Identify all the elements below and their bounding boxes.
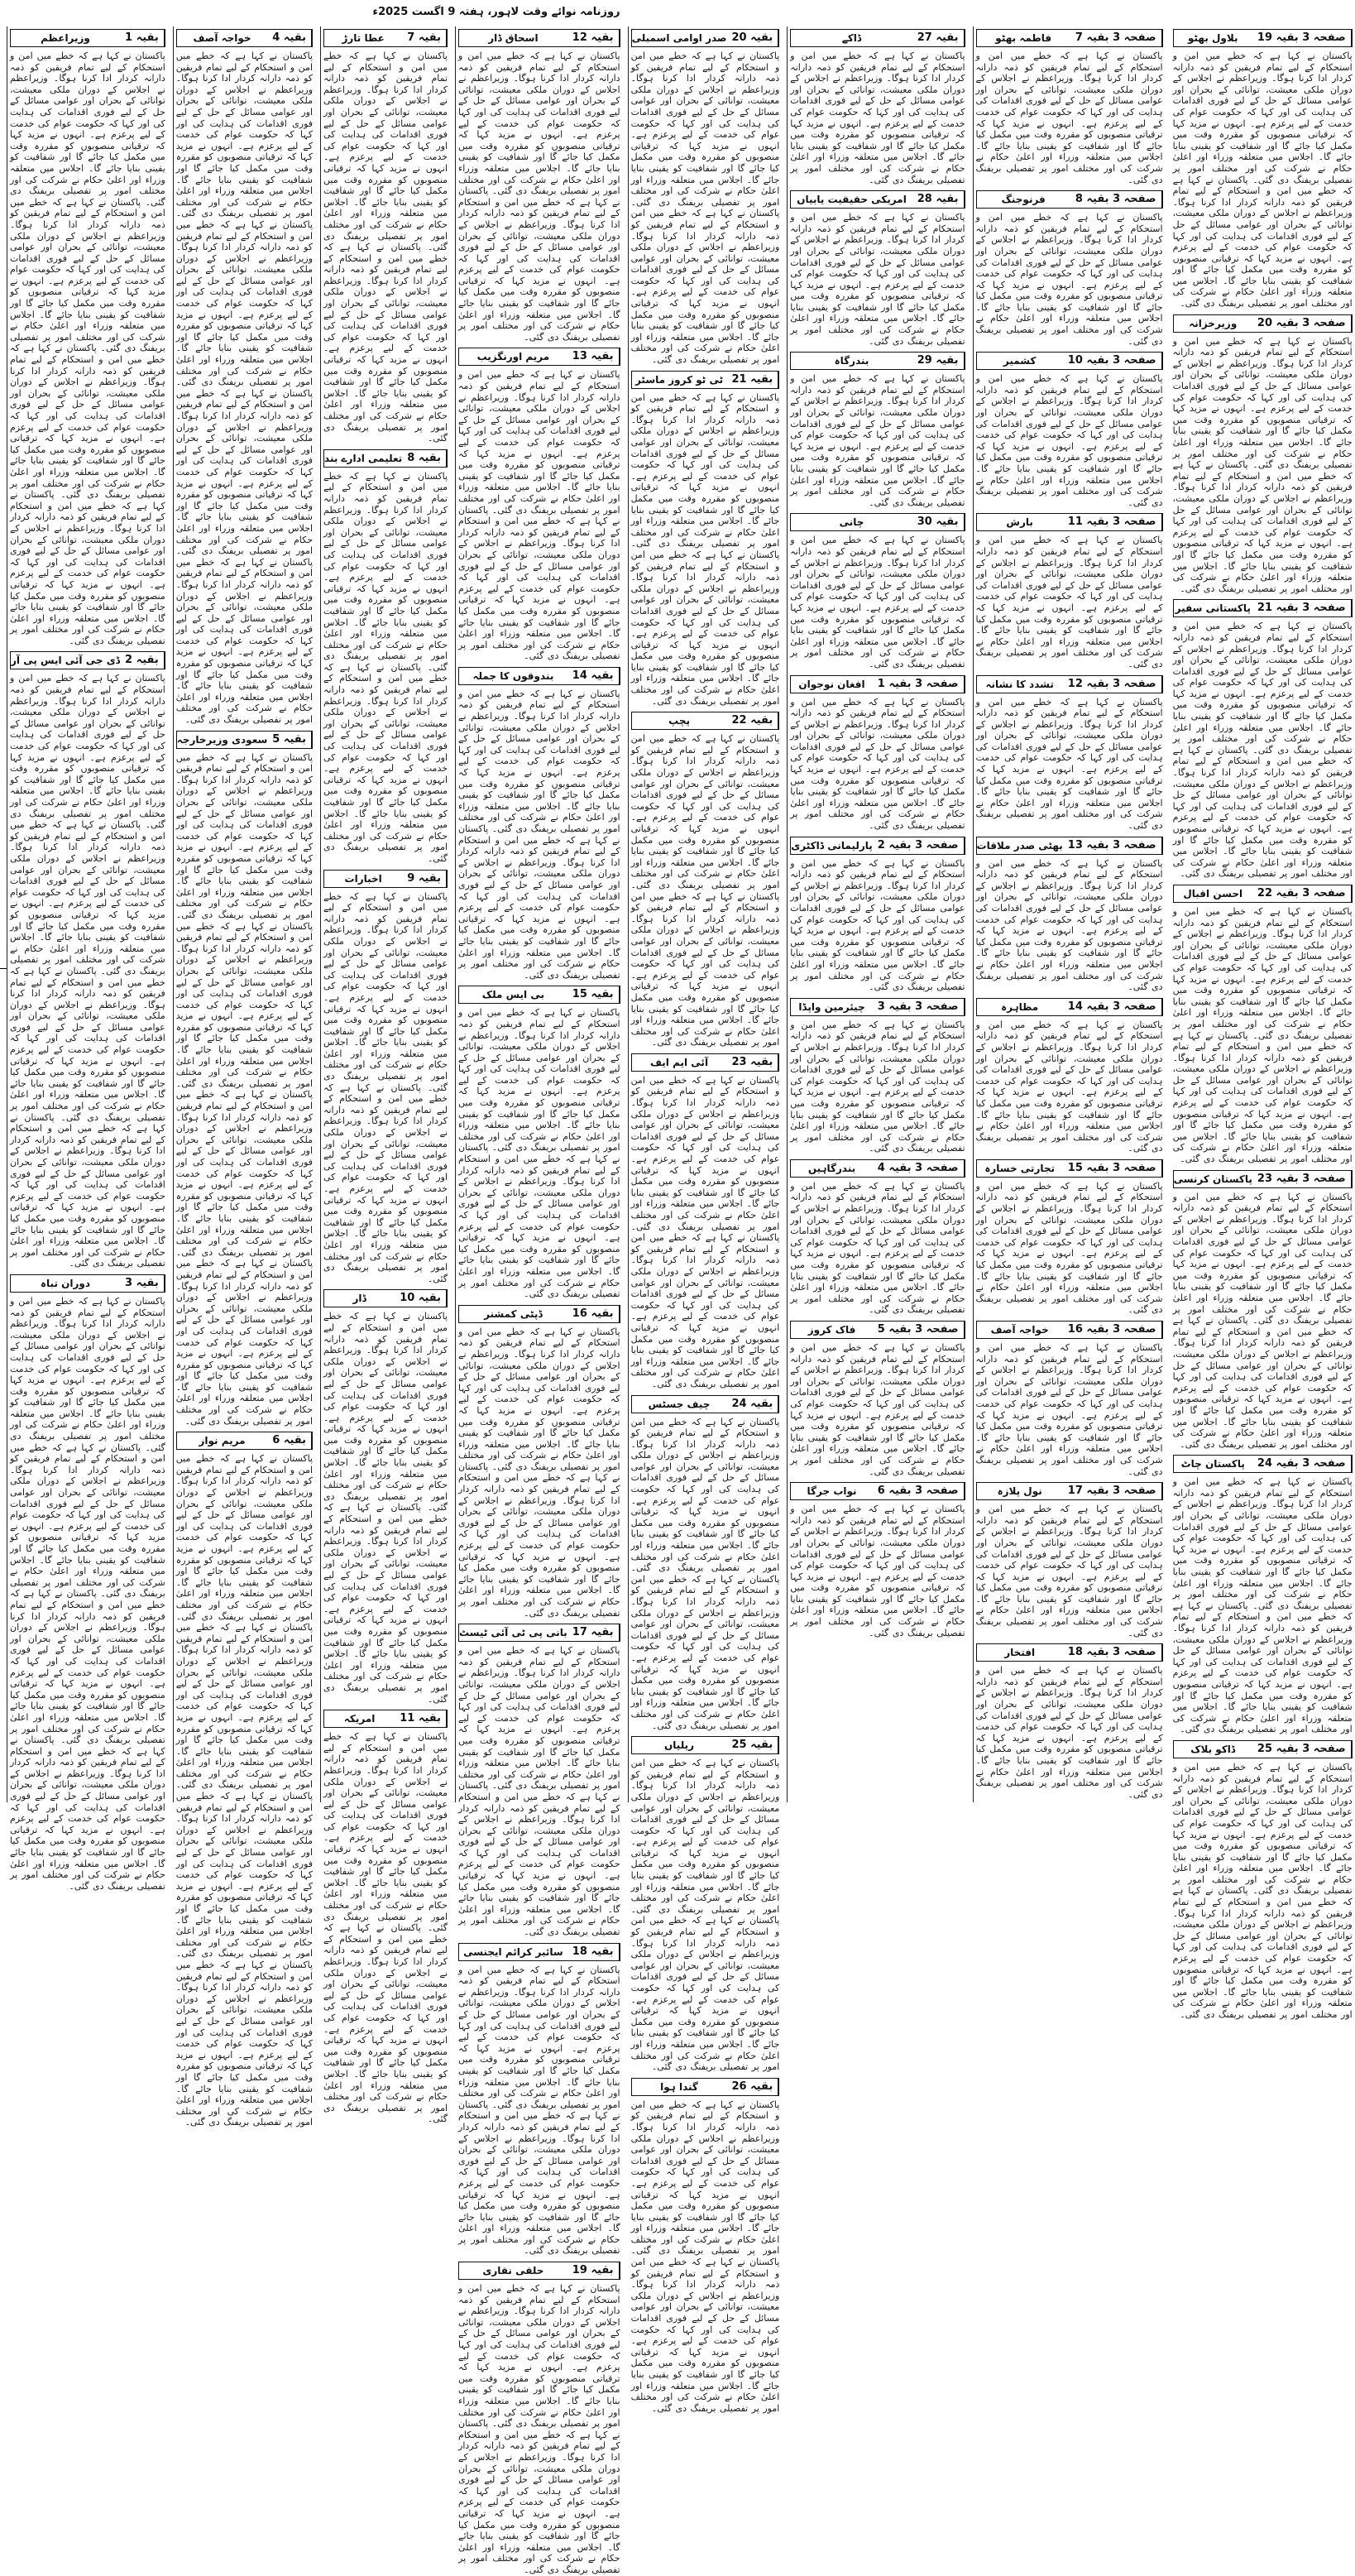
continuation-title: ڈاکے	[841, 32, 862, 44]
continuation-number: بقیہ 3	[120, 1275, 165, 1292]
story-header-box	[976, 513, 1163, 531]
continuation-story	[976, 1321, 1163, 1477]
continuation-story	[976, 1159, 1163, 1316]
story-body-text: پاکستان نے کہا ہے کہ خطے میں امن و استحکام کے لیے تمام فریقین کو ذمہ دارانہ کردار ادا کرنا ہوگا۔ وزیراعظم نے اجلاس کے دوران ملکی معیشت، توانائی کے بحران اور عوامی مسائل کے حل کے لیے فوری اقدامات کی ہدایت کی اور کہا کہ حکومت عوام کی خدمت کے لیے پرعزم ہے۔ انہوں نے مزید کہا کہ ترقیاتی منصوبوں کو مقررہ وقت میں مکمل کیا جائے گا اور شفافیت کو یقینی بنایا جائے گا۔ اجلاس میں متعلقہ وزراء اور اعلیٰ حکام نے شرکت کی اور مختلف امور پر تفصیلی بریفنگ دی گئی۔	[975, 535, 1163, 669]
story-header-box	[1173, 1740, 1353, 1758]
story-body-text: پاکستان نے کہا ہے کہ خطے میں امن و استحکام کے لیے تمام فریقین کو ذمہ دارانہ کردار ادا کرنا ہوگا۔ وزیراعظم نے اجلاس کے دوران ملکی معیشت، توانائی کے بحران اور عوامی مسائل کے حل کے لیے فوری اقدامات کی ہدایت کی اور کہا کہ حکومت عوام کی خدمت کے لیے پرعزم ہے۔ انہوں نے مزید کہا کہ ترقیاتی منصوبوں کو مقررہ وقت میں مکمل کیا جائے گا اور شفافیت کو یقینی بنایا جائے گا۔ اجلاس میں متعلقہ وزراء اور اعلیٰ حکام نے شرکت کی اور مختلف امور پر تفصیلی بریفنگ دی گئی۔ پاکستان نے کہا ہے کہ خطے میں امن و استحکام کے لیے تمام فریقین کو ذمہ دارانہ کردار ادا کرنا ہوگا۔ وزیراعظم نے اجلاس کے دوران ملکی معیشت، توانائی کے بحران اور عوامی مسائل کے حل کے لیے فوری اقدامات کی ہدایت کی اور کہا کہ حکومت عوام کی خدمت کے لیے پرعزم ہے۔ انہوں نے مزید کہا کہ ترقیاتی منصوبوں کو مقررہ وقت میں مکمل کیا جائے گا اور شفافیت کو یقینی بنایا جائے گا۔ اجلاس میں متعلقہ وزراء اور اعلیٰ حکام نے شرکت کی اور مختلف امور پر تفصیلی بریفنگ دی گئی۔	[1172, 1191, 1353, 1450]
continuation-story	[976, 998, 1163, 1154]
newspaper-page	[7, 26, 1353, 2575]
continuation-number: بقیہ 17	[567, 1624, 620, 1641]
story-body-text: پاکستان نے کہا ہے کہ خطے میں امن و استحکام کے لیے تمام فریقین کو ذمہ دارانہ کردار ادا کرنا ہوگا۔ وزیراعظم نے اجلاس کے دوران ملکی معیشت، توانائی کے بحران اور عوامی مسائل کے حل کے لیے فوری اقدامات کی ہدایت کی اور کہا کہ حکومت عوام کی خدمت کے لیے پرعزم ہے۔ انہوں نے مزید کہا کہ ترقیاتی منصوبوں کو مقررہ وقت میں مکمل کیا جائے گا اور شفافیت کو یقینی بنایا جائے گا۔ اجلاس میں متعلقہ وزراء اور اعلیٰ حکام نے شرکت کی اور مختلف امور پر تفصیلی بریفنگ دی گئی۔	[790, 1342, 965, 1477]
continuation-story	[790, 1321, 965, 1477]
story-body-text: پاکستان نے کہا ہے کہ خطے میں امن و استحکام کے لیے تمام فریقین کو ذمہ دارانہ کردار ادا کرنا ہوگا۔ وزیراعظم نے اجلاس کے دوران ملکی معیشت، توانائی کے بحران اور عوامی مسائل کے حل کے لیے فوری اقدامات کی ہدایت کی اور کہا کہ حکومت عوام کی خدمت کے لیے پرعزم ہے۔ انہوں نے مزید کہا کہ ترقیاتی منصوبوں کو مقررہ وقت میں مکمل کیا جائے گا اور شفافیت کو یقینی بنایا جائے گا۔ اجلاس میں متعلقہ وزراء اور اعلیٰ حکام نے شرکت کی اور مختلف امور پر تفصیلی بریفنگ دی گئی۔ پاکستان نے کہا ہے کہ خطے میں امن و استحکام کے لیے تمام فریقین کو ذمہ دارانہ کردار ادا کرنا ہوگا۔ وزیراعظم نے اجلاس کے دوران ملکی معیشت، توانائی کے بحران اور عوامی مسائل کے حل کے لیے فوری اقدامات کی ہدایت کی اور کہا کہ حکومت عوام کی خدمت کے لیے پرعزم ہے۔ انہوں نے مزید کہا کہ ترقیاتی منصوبوں کو مقررہ وقت میں مکمل کیا جائے گا اور شفافیت کو یقینی بنایا جائے گا۔ اجلاس میں متعلقہ وزراء اور اعلیٰ حکام نے شرکت کی اور مختلف امور پر تفصیلی بریفنگ دی گئی۔	[458, 1326, 620, 1619]
continuation-number: صفحہ 3 بقیہ 14	[1063, 999, 1162, 1015]
story-body-text: پاکستان نے کہا ہے کہ خطے میں امن و استحکام کے لیے تمام فریقین کو ذمہ دارانہ کردار ادا کرنا ہوگا۔ وزیراعظم نے اجلاس کے دوران ملکی معیشت، توانائی کے بحران اور عوامی مسائل کے حل کے لیے فوری اقدامات کی ہدایت کی اور کہا کہ حکومت عوام کی خدمت کے لیے پرعزم ہے۔ انہوں نے مزید کہا کہ ترقیاتی منصوبوں کو مقررہ وقت میں مکمل کیا جائے گا اور شفافیت کو یقینی بنایا جائے گا۔ اجلاس میں متعلقہ وزراء اور اعلیٰ حکام نے شرکت کی اور مختلف امور پر تفصیلی بریفنگ دی گئی۔ پاکستان نے کہا ہے کہ خطے میں امن و استحکام کے لیے تمام فریقین کو ذمہ دارانہ کردار ادا کرنا ہوگا۔ وزیراعظم نے اجلاس کے دوران ملکی معیشت، توانائی کے بحران اور عوامی مسائل کے حل کے لیے فوری اقدامات کی ہدایت کی اور کہا کہ حکومت عوام کی خدمت کے لیے پرعزم ہے۔ انہوں نے مزید کہا کہ ترقیاتی منصوبوں کو مقررہ وقت میں مکمل کیا جائے گا اور شفافیت کو یقینی بنایا جائے گا۔ اجلاس میں متعلقہ وزراء اور اعلیٰ حکام نے شرکت کی اور مختلف امور پر تفصیلی بریفنگ دی گئی۔	[458, 1007, 620, 1300]
continuation-title: چیف جسٹس	[648, 1398, 711, 1410]
continuation-number: بقیہ 30	[912, 514, 965, 530]
story-body-text: پاکستان نے کہا ہے کہ خطے میں امن و استحکام کے لیے تمام فریقین کو ذمہ دارانہ کردار ادا کرنا ہوگا۔ وزیراعظم نے اجلاس کے دوران ملکی معیشت، توانائی کے بحران اور عوامی مسائل کے حل کے لیے فوری اقدامات کی ہدایت کی اور کہا کہ حکومت عوام کی خدمت کے لیے پرعزم ہے۔ انہوں نے مزید کہا کہ ترقیاتی منصوبوں کو مقررہ وقت میں مکمل کیا جائے گا اور شفافیت کو یقینی بنایا جائے گا۔ اجلاس میں متعلقہ وزراء اور اعلیٰ حکام نے شرکت کی اور مختلف امور پر تفصیلی بریفنگ دی گئی۔ پاکستان نے کہا ہے کہ خطے میں امن و استحکام کے لیے تمام فریقین کو ذمہ دارانہ کردار ادا کرنا ہوگا۔ وزیراعظم نے اجلاس کے دوران ملکی معیشت، توانائی کے بحران اور عوامی مسائل کے حل کے لیے فوری اقدامات کی ہدایت کی اور کہا کہ حکومت عوام کی خدمت کے لیے پرعزم ہے۔ انہوں نے مزید کہا کہ ترقیاتی منصوبوں کو مقررہ وقت میں مکمل کیا جائے گا اور شفافیت کو یقینی بنایا جائے گا۔ اجلاس میں متعلقہ وزراء اور اعلیٰ حکام نے شرکت کی اور مختلف امور پر تفصیلی بریفنگ دی گئی۔	[458, 2283, 620, 2575]
continuation-number: بقیہ 11	[395, 1710, 447, 1727]
story-body-text: پاکستان نے کہا ہے کہ خطے میں امن و استحکام کے لیے تمام فریقین کو ذمہ دارانہ کردار ادا کرنا ہوگا۔ وزیراعظم نے اجلاس کے دوران ملکی معیشت، توانائی کے بحران اور عوامی مسائل کے حل کے لیے فوری اقدامات کی ہدایت کی اور کہا کہ حکومت عوام کی خدمت کے لیے پرعزم ہے۔ انہوں نے مزید کہا کہ ترقیاتی منصوبوں کو مقررہ وقت میں مکمل کیا جائے گا اور شفافیت کو یقینی بنایا جائے گا۔ اجلاس میں متعلقہ وزراء اور اعلیٰ حکام نے شرکت کی اور مختلف امور پر تفصیلی بریفنگ دی گئی۔ پاکستان نے کہا ہے کہ خطے میں امن و استحکام کے لیے تمام فریقین کو ذمہ دارانہ کردار ادا کرنا ہوگا۔ وزیراعظم نے اجلاس کے دوران ملکی معیشت، توانائی کے بحران اور عوامی مسائل کے حل کے لیے فوری اقدامات کی ہدایت کی اور کہا کہ حکومت عوام کی خدمت کے لیے پرعزم ہے۔ انہوں نے مزید کہا کہ ترقیاتی منصوبوں کو مقررہ وقت میں مکمل کیا جائے گا اور شفافیت کو یقینی بنایا جائے گا۔ اجلاس میں متعلقہ وزراء اور اعلیٰ حکام نے شرکت کی اور مختلف امور پر تفصیلی بریفنگ دی گئی۔ پاکستان نے کہا ہے کہ خطے میں امن و استحکام کے لیے تمام فریقین کو ذمہ دارانہ کردار ادا کرنا ہوگا۔ وزیراعظم نے اجلاس کے دوران ملکی معیشت، توانائی کے بحران اور عوامی مسائل کے حل کے لیے فوری اقدامات کی ہدایت کی اور کہا کہ حکومت عوام کی خدمت کے لیے پرعزم ہے۔ انہوں نے مزید کہا کہ ترقیاتی منصوبوں کو مقررہ وقت میں مکمل کیا جائے گا اور شفافیت کو یقینی بنایا جائے گا۔ اجلاس میں متعلقہ وزراء اور اعلیٰ حکام نے شرکت کی اور مختلف امور پر تفصیلی بریفنگ دی گئی۔ پاکستان نے کہا ہے کہ خطے میں امن و استحکام کے لیے تمام فریقین کو ذمہ دارانہ کردار ادا کرنا ہوگا۔ وزیراعظم نے اجلاس کے دوران ملکی معیشت، توانائی کے بحران اور عوامی مسائل کے حل کے لیے فوری اقدامات کی ہدایت کی اور کہا کہ حکومت عوام کی خدمت کے لیے پرعزم ہے۔ انہوں نے مزید کہا کہ ترقیاتی منصوبوں کو مقررہ وقت میں مکمل کیا جائے گا اور شفافیت کو یقینی بنایا جائے گا۔ اجلاس میں متعلقہ وزراء اور اعلیٰ حکام نے شرکت کی اور مختلف امور پر تفصیلی بریفنگ دی گئی۔	[175, 50, 314, 726]
continuation-story	[976, 513, 1163, 669]
continuation-title: تشدد کا نشانہ	[985, 678, 1054, 690]
story-body-text: پاکستان نے کہا ہے کہ خطے میں امن و استحکام کے لیے تمام فریقین کو ذمہ دارانہ کردار ادا کرنا ہوگا۔ وزیراعظم نے اجلاس کے دوران ملکی معیشت، توانائی کے بحران اور عوامی مسائل کے حل کے لیے فوری اقدامات کی ہدایت کی اور کہا کہ حکومت عوام کی خدمت کے لیے پرعزم ہے۔ انہوں نے مزید کہا کہ ترقیاتی منصوبوں کو مقررہ وقت میں مکمل کیا جائے گا اور شفافیت کو یقینی بنایا جائے گا۔ اجلاس میں متعلقہ وزراء اور اعلیٰ حکام نے شرکت کی اور مختلف امور پر تفصیلی بریفنگ دی گئی۔ پاکستان نے کہا ہے کہ خطے میں امن و استحکام کے لیے تمام فریقین کو ذمہ دارانہ کردار ادا کرنا ہوگا۔ وزیراعظم نے اجلاس کے دوران ملکی معیشت، توانائی کے بحران اور عوامی مسائل کے حل کے لیے فوری اقدامات کی ہدایت کی اور کہا کہ حکومت عوام کی خدمت کے لیے پرعزم ہے۔ انہوں نے مزید کہا کہ ترقیاتی منصوبوں کو مقررہ وقت میں مکمل کیا جائے گا اور شفافیت کو یقینی بنایا جائے گا۔ اجلاس میں متعلقہ وزراء اور اعلیٰ حکام نے شرکت کی اور مختلف امور پر تفصیلی بریفنگ دی گئی۔	[1172, 50, 1353, 309]
continuation-number: بقیہ 24	[727, 1396, 779, 1413]
story-header-box	[976, 675, 1163, 693]
story-header-box	[458, 667, 620, 685]
story-header-box	[458, 29, 620, 47]
story-body-text: پاکستان نے کہا ہے کہ خطے میں امن و استحکام کے لیے تمام فریقین کو ذمہ دارانہ کردار ادا کرنا ہوگا۔ وزیراعظم نے اجلاس کے دوران ملکی معیشت، توانائی کے بحران اور عوامی مسائل کے حل کے لیے فوری اقدامات کی ہدایت کی اور کہا کہ حکومت عوام کی خدمت کے لیے پرعزم ہے۔ انہوں نے مزید کہا کہ ترقیاتی منصوبوں کو مقررہ وقت میں مکمل کیا جائے گا اور شفافیت کو یقینی بنایا جائے گا۔ اجلاس میں متعلقہ وزراء اور اعلیٰ حکام نے شرکت کی اور مختلف امور پر تفصیلی بریفنگ دی گئی۔ پاکستان نے کہا ہے کہ خطے میں امن و استحکام کے لیے تمام فریقین کو ذمہ دارانہ کردار ادا کرنا ہوگا۔ وزیراعظم نے اجلاس کے دوران ملکی معیشت، توانائی کے بحران اور عوامی مسائل کے حل کے لیے فوری اقدامات کی ہدایت کی اور کہا کہ حکومت عوام کی خدمت کے لیے پرعزم ہے۔ انہوں نے مزید کہا کہ ترقیاتی منصوبوں کو مقررہ وقت میں مکمل کیا جائے گا اور شفافیت کو یقینی بنایا جائے گا۔ اجلاس میں متعلقہ وزراء اور اعلیٰ حکام نے شرکت کی اور مختلف امور پر تفصیلی بریفنگ دی گئی۔	[458, 1645, 620, 1938]
continuation-number: بقیہ 2	[120, 652, 165, 669]
continuation-title: افغان نوجوان	[798, 678, 865, 690]
story-header-box	[1173, 1170, 1353, 1188]
continuation-story	[176, 731, 313, 1427]
story-body-text: پاکستان نے کہا ہے کہ خطے میں امن و استحکام کے لیے تمام فریقین کو ذمہ دارانہ کردار ادا کرنا ہوگا۔ وزیراعظم نے اجلاس کے دوران ملکی معیشت، توانائی کے بحران اور عوامی مسائل کے حل کے لیے فوری اقدامات کی ہدایت کی اور کہا کہ حکومت عوام کی خدمت کے لیے پرعزم ہے۔ انہوں نے مزید کہا کہ ترقیاتی منصوبوں کو مقررہ وقت میں مکمل کیا جائے گا اور شفافیت کو یقینی بنایا جائے گا۔ اجلاس میں متعلقہ وزراء اور اعلیٰ حکام نے شرکت کی اور مختلف امور پر تفصیلی بریفنگ دی گئی۔ پاکستان نے کہا ہے کہ خطے میں امن و استحکام کے لیے تمام فریقین کو ذمہ دارانہ کردار ادا کرنا ہوگا۔ وزیراعظم نے اجلاس کے دوران ملکی معیشت، توانائی کے بحران اور عوامی مسائل کے حل کے لیے فوری اقدامات کی ہدایت کی اور کہا کہ حکومت عوام کی خدمت کے لیے پرعزم ہے۔ انہوں نے مزید کہا کہ ترقیاتی منصوبوں کو مقررہ وقت میں مکمل کیا جائے گا اور شفافیت کو یقینی بنایا جائے گا۔ اجلاس میں متعلقہ وزراء اور اعلیٰ حکام نے شرکت کی اور مختلف امور پر تفصیلی بریفنگ دی گئی۔	[1172, 621, 1353, 880]
continuation-story	[323, 1710, 448, 2125]
continuation-title: ٹی ٹو کروز ماسٹر	[634, 373, 724, 386]
continuation-story	[458, 1943, 620, 2257]
continuation-story	[10, 651, 165, 1269]
story-body-text: پاکستان نے کہا ہے کہ خطے میں امن و استحکام کے لیے تمام فریقین کو ذمہ دارانہ کردار ادا کرنا ہوگا۔ وزیراعظم نے اجلاس کے دوران ملکی معیشت، توانائی کے بحران اور عوامی مسائل کے حل کے لیے فوری اقدامات کی ہدایت کی اور کہا کہ حکومت عوام کی خدمت کے لیے پرعزم ہے۔ انہوں نے مزید کہا کہ ترقیاتی منصوبوں کو مقررہ وقت میں مکمل کیا جائے گا اور شفافیت کو یقینی بنایا جائے گا۔ اجلاس میں متعلقہ وزراء اور اعلیٰ حکام نے شرکت کی اور مختلف امور پر تفصیلی بریفنگ دی گئی۔ پاکستان نے کہا ہے کہ خطے میں امن و استحکام کے لیے تمام فریقین کو ذمہ دارانہ کردار ادا کرنا ہوگا۔ وزیراعظم نے اجلاس کے دوران ملکی معیشت، توانائی کے بحران اور عوامی مسائل کے حل کے لیے فوری اقدامات کی ہدایت کی اور کہا کہ حکومت عوام کی خدمت کے لیے پرعزم ہے۔ انہوں نے مزید کہا کہ ترقیاتی منصوبوں کو مقررہ وقت میں مکمل کیا جائے گا اور شفافیت کو یقینی بنایا جائے گا۔ اجلاس میں متعلقہ وزراء اور اعلیٰ حکام نے شرکت کی اور مختلف امور پر تفصیلی بریفنگ دی گئی۔	[1172, 1761, 1353, 2020]
story-body-text: پاکستان نے کہا ہے کہ خطے میں امن و استحکام کے لیے تمام فریقین کو ذمہ دارانہ کردار ادا کرنا ہوگا۔ وزیراعظم نے اجلاس کے دوران ملکی معیشت، توانائی کے بحران اور عوامی مسائل کے حل کے لیے فوری اقدامات کی ہدایت کی اور کہا کہ حکومت عوام کی خدمت کے لیے پرعزم ہے۔ انہوں نے مزید کہا کہ ترقیاتی منصوبوں کو مقررہ وقت میں مکمل کیا جائے گا اور شفافیت کو یقینی بنایا جائے گا۔ اجلاس میں متعلقہ وزراء اور اعلیٰ حکام نے شرکت کی اور مختلف امور پر تفصیلی بریفنگ دی گئی۔	[975, 1665, 1163, 1800]
continuation-number: صفحہ 3 بقیہ 18	[1063, 1644, 1162, 1661]
continuation-story	[976, 675, 1163, 832]
continuation-number: بقیہ 22	[727, 712, 779, 729]
story-header-box	[976, 1321, 1163, 1339]
continuation-title: مظاہرہ	[1001, 1000, 1039, 1013]
continuation-story	[631, 712, 780, 1048]
continuation-story	[790, 190, 965, 347]
continuation-number: بقیہ 21	[727, 372, 779, 388]
continuation-number: صفحہ 3 بقیہ 15	[1063, 1160, 1162, 1177]
story-header-box	[976, 190, 1163, 209]
page-column	[320, 26, 450, 2125]
story-header-box	[631, 371, 780, 389]
story-body-text: پاکستان نے کہا ہے کہ خطے میں امن و استحکام کے لیے تمام فریقین کو ذمہ دارانہ کردار ادا کرنا ہوگا۔ وزیراعظم نے اجلاس کے دوران ملکی معیشت، توانائی کے بحران اور عوامی مسائل کے حل کے لیے فوری اقدامات کی ہدایت کی اور کہا کہ حکومت عوام کی خدمت کے لیے پرعزم ہے۔ انہوں نے مزید کہا کہ ترقیاتی منصوبوں کو مقررہ وقت میں مکمل کیا جائے گا اور شفافیت کو یقینی بنایا جائے گا۔ اجلاس میں متعلقہ وزراء اور اعلیٰ حکام نے شرکت کی اور مختلف امور پر تفصیلی بریفنگ دی گئی۔	[975, 1342, 1163, 1477]
continuation-number: بقیہ 25	[727, 1737, 779, 1753]
story-header-box	[458, 1624, 620, 1642]
continuation-story	[976, 352, 1163, 508]
story-body-text: پاکستان نے کہا ہے کہ خطے میں امن و استحکام کے لیے تمام فریقین کو ذمہ دارانہ کردار ادا کرنا ہوگا۔ وزیراعظم نے اجلاس کے دوران ملکی معیشت، توانائی کے بحران اور عوامی مسائل کے حل کے لیے فوری اقدامات کی ہدایت کی اور کہا کہ حکومت عوام کی خدمت کے لیے پرعزم ہے۔ انہوں نے مزید کہا کہ ترقیاتی منصوبوں کو مقررہ وقت میں مکمل کیا جائے گا اور شفافیت کو یقینی بنایا جائے گا۔ اجلاس میں متعلقہ وزراء اور اعلیٰ حکام نے شرکت کی اور مختلف امور پر تفصیلی بریفنگ دی گئی۔ پاکستان نے کہا ہے کہ خطے میں امن و استحکام کے لیے تمام فریقین کو ذمہ دارانہ کردار ادا کرنا ہوگا۔ وزیراعظم نے اجلاس کے دوران ملکی معیشت، توانائی کے بحران اور عوامی مسائل کے حل کے لیے فوری اقدامات کی ہدایت کی اور کہا کہ حکومت عوام کی خدمت کے لیے پرعزم ہے۔ انہوں نے مزید کہا کہ ترقیاتی منصوبوں کو مقررہ وقت میں مکمل کیا جائے گا اور شفافیت کو یقینی بنایا جائے گا۔ اجلاس میں متعلقہ وزراء اور اعلیٰ حکام نے شرکت کی اور مختلف امور پر تفصیلی بریفنگ دی گئی۔	[630, 2099, 780, 2414]
story-body-text: پاکستان نے کہا ہے کہ خطے میں امن و استحکام کے لیے تمام فریقین کو ذمہ دارانہ کردار ادا کرنا ہوگا۔ وزیراعظم نے اجلاس کے دوران ملکی معیشت، توانائی کے بحران اور عوامی مسائل کے حل کے لیے فوری اقدامات کی ہدایت کی اور کہا کہ حکومت عوام کی خدمت کے لیے پرعزم ہے۔ انہوں نے مزید کہا کہ ترقیاتی منصوبوں کو مقررہ وقت میں مکمل کیا جائے گا اور شفافیت کو یقینی بنایا جائے گا۔ اجلاس میں متعلقہ وزراء اور اعلیٰ حکام نے شرکت کی اور مختلف امور پر تفصیلی بریفنگ دی گئی۔ پاکستان نے کہا ہے کہ خطے میں امن و استحکام کے لیے تمام فریقین کو ذمہ دارانہ کردار ادا کرنا ہوگا۔ وزیراعظم نے اجلاس کے دوران ملکی معیشت، توانائی کے بحران اور عوامی مسائل کے حل کے لیے فوری اقدامات کی ہدایت کی اور کہا کہ حکومت عوام کی خدمت کے لیے پرعزم ہے۔ انہوں نے مزید کہا کہ ترقیاتی منصوبوں کو مقررہ وقت میں مکمل کیا جائے گا اور شفافیت کو یقینی بنایا جائے گا۔ اجلاس میں متعلقہ وزراء اور اعلیٰ حکام نے شرکت کی اور مختلف امور پر تفصیلی بریفنگ دی گئی۔	[1172, 1476, 1353, 1735]
story-header-box	[1173, 29, 1353, 47]
story-header-box	[790, 1482, 965, 1500]
continuation-title: بندوقوں کا جملہ	[472, 669, 554, 682]
story-body-text: پاکستان نے کہا ہے کہ خطے میں امن و استحکام کے لیے تمام فریقین کو ذمہ دارانہ کردار ادا کرنا ہوگا۔ وزیراعظم نے اجلاس کے دوران ملکی معیشت، توانائی کے بحران اور عوامی مسائل کے حل کے لیے فوری اقدامات کی ہدایت کی اور کہا کہ حکومت عوام کی خدمت کے لیے پرعزم ہے۔ انہوں نے مزید کہا کہ ترقیاتی منصوبوں کو مقررہ وقت میں مکمل کیا جائے گا اور شفافیت کو یقینی بنایا جائے گا۔ اجلاس میں متعلقہ وزراء اور اعلیٰ حکام نے شرکت کی اور مختلف امور پر تفصیلی بریفنگ دی گئی۔	[790, 1180, 965, 1316]
story-header-box	[790, 513, 965, 531]
story-header-box	[1173, 1455, 1353, 1473]
continuation-story	[631, 1395, 780, 1732]
story-body-text: پاکستان نے کہا ہے کہ خطے میں امن و استحکام کے لیے تمام فریقین کو ذمہ دارانہ کردار ادا کرنا ہوگا۔ وزیراعظم نے اجلاس کے دوران ملکی معیشت، توانائی کے بحران اور عوامی مسائل کے حل کے لیے فوری اقدامات کی ہدایت کی اور کہا کہ حکومت عوام کی خدمت کے لیے پرعزم ہے۔ انہوں نے مزید کہا کہ ترقیاتی منصوبوں کو مقررہ وقت میں مکمل کیا جائے گا اور شفافیت کو یقینی بنایا جائے گا۔ اجلاس میں متعلقہ وزراء اور اعلیٰ حکام نے شرکت کی اور مختلف امور پر تفصیلی بریفنگ دی گئی۔	[790, 1504, 965, 1638]
continuation-number: بقیہ 8	[402, 450, 447, 467]
story-body-text: پاکستان نے کہا ہے کہ خطے میں امن و استحکام کے لیے تمام فریقین کو ذمہ دارانہ کردار ادا کرنا ہوگا۔ وزیراعظم نے اجلاس کے دوران ملکی معیشت، توانائی کے بحران اور عوامی مسائل کے حل کے لیے فوری اقدامات کی ہدایت کی اور کہا کہ حکومت عوام کی خدمت کے لیے پرعزم ہے۔ انہوں نے مزید کہا کہ ترقیاتی منصوبوں کو مقررہ وقت میں مکمل کیا جائے گا اور شفافیت کو یقینی بنایا جائے گا۔ اجلاس میں متعلقہ وزراء اور اعلیٰ حکام نے شرکت کی اور مختلف امور پر تفصیلی بریفنگ دی گئی۔ پاکستان نے کہا ہے کہ خطے میں امن و استحکام کے لیے تمام فریقین کو ذمہ دارانہ کردار ادا کرنا ہوگا۔ وزیراعظم نے اجلاس کے دوران ملکی معیشت، توانائی کے بحران اور عوامی مسائل کے حل کے لیے فوری اقدامات کی ہدایت کی اور کہا کہ حکومت عوام کی خدمت کے لیے پرعزم ہے۔ انہوں نے مزید کہا کہ ترقیاتی منصوبوں کو مقررہ وقت میں مکمل کیا جائے گا اور شفافیت کو یقینی بنایا جائے گا۔ اجلاس میں متعلقہ وزراء اور اعلیٰ حکام نے شرکت کی اور مختلف امور پر تفصیلی بریفنگ دی گئی۔	[458, 50, 620, 343]
story-header-box	[790, 998, 965, 1016]
continuation-title: وزیرخزانہ	[1189, 317, 1238, 329]
continuation-number: بقیہ 16	[567, 1306, 620, 1322]
story-header-box	[976, 1643, 1163, 1662]
continuation-title: تعلیمی ادارے بند	[324, 452, 403, 464]
continuation-title: نول پلازہ	[997, 1485, 1042, 1498]
story-header-box	[790, 1159, 965, 1178]
story-body-text: پاکستان نے کہا ہے کہ خطے میں امن و استحکام کے لیے تمام فریقین کو ذمہ دارانہ کردار ادا کرنا ہوگا۔ وزیراعظم نے اجلاس کے دوران ملکی معیشت، توانائی کے بحران اور عوامی مسائل کے حل کے لیے فوری اقدامات کی ہدایت کی اور کہا کہ حکومت عوام کی خدمت کے لیے پرعزم ہے۔ انہوں نے مزید کہا کہ ترقیاتی منصوبوں کو مقررہ وقت میں مکمل کیا جائے گا اور شفافیت کو یقینی بنایا جائے گا۔ اجلاس میں متعلقہ وزراء اور اعلیٰ حکام نے شرکت کی اور مختلف امور پر تفصیلی بریفنگ دی گئی۔	[790, 50, 965, 185]
continuation-story	[458, 348, 620, 661]
continuation-title: امریکی حقیقیت یابیاں	[797, 194, 907, 206]
continuation-title: ڈپٹی کمشنر	[484, 1307, 543, 1320]
continuation-story	[323, 1289, 448, 1705]
continuation-title: گندا ہوا	[660, 2080, 698, 2093]
continuation-number: صفحہ 3 بقیہ 20	[1252, 315, 1352, 332]
continuation-number: صفحہ 3 بقیہ 16	[1063, 1322, 1162, 1338]
story-body-text: پاکستان نے کہا ہے کہ خطے میں امن و استحکام کے لیے تمام فریقین کو ذمہ دارانہ کردار ادا کرنا ہوگا۔ وزیراعظم نے اجلاس کے دوران ملکی معیشت، توانائی کے بحران اور عوامی مسائل کے حل کے لیے فوری اقدامات کی ہدایت کی اور کہا کہ حکومت عوام کی خدمت کے لیے پرعزم ہے۔ انہوں نے مزید کہا کہ ترقیاتی منصوبوں کو مقررہ وقت میں مکمل کیا جائے گا اور شفافیت کو یقینی بنایا جائے گا۔ اجلاس میں متعلقہ وزراء اور اعلیٰ حکام نے شرکت کی اور مختلف امور پر تفصیلی بریفنگ دی گئی۔ پاکستان نے کہا ہے کہ خطے میں امن و استحکام کے لیے تمام فریقین کو ذمہ دارانہ کردار ادا کرنا ہوگا۔ وزیراعظم نے اجلاس کے دوران ملکی معیشت، توانائی کے بحران اور عوامی مسائل کے حل کے لیے فوری اقدامات کی ہدایت کی اور کہا کہ حکومت عوام کی خدمت کے لیے پرعزم ہے۔ انہوں نے مزید کہا کہ ترقیاتی منصوبوں کو مقررہ وقت میں مکمل کیا جائے گا اور شفافیت کو یقینی بنایا جائے گا۔ اجلاس میں متعلقہ وزراء اور اعلیٰ حکام نے شرکت کی اور مختلف امور پر تفصیلی بریفنگ دی گئی۔	[458, 688, 620, 981]
story-body-text: پاکستان نے کہا ہے کہ خطے میں امن و استحکام کے لیے تمام فریقین کو ذمہ دارانہ کردار ادا کرنا ہوگا۔ وزیراعظم نے اجلاس کے دوران ملکی معیشت، توانائی کے بحران اور عوامی مسائل کے حل کے لیے فوری اقدامات کی ہدایت کی اور کہا کہ حکومت عوام کی خدمت کے لیے پرعزم ہے۔ انہوں نے مزید کہا کہ ترقیاتی منصوبوں کو مقررہ وقت میں مکمل کیا جائے گا اور شفافیت کو یقینی بنایا جائے گا۔ اجلاس میں متعلقہ وزراء اور اعلیٰ حکام نے شرکت کی اور مختلف امور پر تفصیلی بریفنگ دی گئی۔ پاکستان نے کہا ہے کہ خطے میں امن و استحکام کے لیے تمام فریقین کو ذمہ دارانہ کردار ادا کرنا ہوگا۔ وزیراعظم نے اجلاس کے دوران ملکی معیشت، توانائی کے بحران اور عوامی مسائل کے حل کے لیے فوری اقدامات کی ہدایت کی اور کہا کہ حکومت عوام کی خدمت کے لیے پرعزم ہے۔ انہوں نے مزید کہا کہ ترقیاتی منصوبوں کو مقررہ وقت میں مکمل کیا جائے گا اور شفافیت کو یقینی بنایا جائے گا۔ اجلاس میں متعلقہ وزراء اور اعلیٰ حکام نے شرکت کی اور مختلف امور پر تفصیلی بریفنگ دی گئی۔ پاکستان نے کہا ہے کہ خطے میں امن و استحکام کے لیے تمام فریقین کو ذمہ دارانہ کردار ادا کرنا ہوگا۔ وزیراعظم نے اجلاس کے دوران ملکی معیشت، توانائی کے بحران اور عوامی مسائل کے حل کے لیے فوری اقدامات کی ہدایت کی اور کہا کہ حکومت عوام کی خدمت کے لیے پرعزم ہے۔ انہوں نے مزید کہا کہ ترقیاتی منصوبوں کو مقررہ وقت میں مکمل کیا جائے گا اور شفافیت کو یقینی بنایا جائے گا۔ اجلاس میں متعلقہ وزراء اور اعلیٰ حکام نے شرکت کی اور مختلف امور پر تفصیلی بریفنگ دی گئی۔ پاکستان نے کہا ہے کہ خطے میں امن و استحکام کے لیے تمام فریقین کو ذمہ دارانہ کردار ادا کرنا ہوگا۔ وزیراعظم نے اجلاس کے دوران ملکی معیشت، توانائی کے بحران اور عوامی مسائل کے حل کے لیے فوری اقدامات کی ہدایت کی اور کہا کہ حکومت عوام کی خدمت کے لیے پرعزم ہے۔ انہوں نے مزید کہا کہ ترقیاتی منصوبوں کو مقررہ وقت میں مکمل کیا جائے گا اور شفافیت کو یقینی بنایا جائے گا۔ اجلاس میں متعلقہ وزراء اور اعلیٰ حکام نے شرکت کی اور مختلف امور پر تفصیلی بریفنگ دی گئی۔	[10, 1295, 165, 1892]
story-body-text: پاکستان نے کہا ہے کہ خطے میں امن و استحکام کے لیے تمام فریقین کو ذمہ دارانہ کردار ادا کرنا ہوگا۔ وزیراعظم نے اجلاس کے دوران ملکی معیشت، توانائی کے بحران اور عوامی مسائل کے حل کے لیے فوری اقدامات کی ہدایت کی اور کہا کہ حکومت عوام کی خدمت کے لیے پرعزم ہے۔ انہوں نے مزید کہا کہ ترقیاتی منصوبوں کو مقررہ وقت میں مکمل کیا جائے گا اور شفافیت کو یقینی بنایا جائے گا۔ اجلاس میں متعلقہ وزراء اور اعلیٰ حکام نے شرکت کی اور مختلف امور پر تفصیلی بریفنگ دی گئی۔	[975, 373, 1163, 508]
continuation-title: تجارتی خسارہ	[984, 1162, 1056, 1174]
continuation-story	[976, 1482, 1163, 1638]
story-body-text: پاکستان نے کہا ہے کہ خطے میں امن و استحکام کے لیے تمام فریقین کو ذمہ دارانہ کردار ادا کرنا ہوگا۔ وزیراعظم نے اجلاس کے دوران ملکی معیشت، توانائی کے بحران اور عوامی مسائل کے حل کے لیے فوری اقدامات کی ہدایت کی اور کہا کہ حکومت عوام کی خدمت کے لیے پرعزم ہے۔ انہوں نے مزید کہا کہ ترقیاتی منصوبوں کو مقررہ وقت میں مکمل کیا جائے گا اور شفافیت کو یقینی بنایا جائے گا۔ اجلاس میں متعلقہ وزراء اور اعلیٰ حکام نے شرکت کی اور مختلف امور پر تفصیلی بریفنگ دی گئی۔	[975, 857, 1163, 993]
continuation-title: بندرگاہیں	[807, 1162, 856, 1174]
page-column	[628, 26, 783, 2414]
continuation-title: احسن اقبال	[1183, 887, 1243, 899]
continuation-number: بقیہ 18	[567, 1944, 620, 1960]
story-header-box	[323, 870, 448, 888]
continuation-title: ڈار	[352, 1293, 366, 1305]
continuation-title: آئی ایم ایف	[650, 1056, 709, 1068]
continuation-title: بلاول بھٹو	[1187, 32, 1238, 44]
continuation-number: بقیہ 1	[120, 30, 165, 46]
continuation-title: فاطمہ بھٹو	[995, 32, 1052, 44]
story-body-text: پاکستان نے کہا ہے کہ خطے میں امن و استحکام کے لیے تمام فریقین کو ذمہ دارانہ کردار ادا کرنا ہوگا۔ وزیراعظم نے اجلاس کے دوران ملکی معیشت، توانائی کے بحران اور عوامی مسائل کے حل کے لیے فوری اقدامات کی ہدایت کی اور کہا کہ حکومت عوام کی خدمت کے لیے پرعزم ہے۔ انہوں نے مزید کہا کہ ترقیاتی منصوبوں کو مقررہ وقت میں مکمل کیا جائے گا اور شفافیت کو یقینی بنایا جائے گا۔ اجلاس میں متعلقہ وزراء اور اعلیٰ حکام نے شرکت کی اور مختلف امور پر تفصیلی بریفنگ دی گئی۔	[790, 373, 965, 508]
story-body-text: پاکستان نے کہا ہے کہ خطے میں امن و استحکام کے لیے تمام فریقین کو ذمہ دارانہ کردار ادا کرنا ہوگا۔ وزیراعظم نے اجلاس کے دوران ملکی معیشت، توانائی کے بحران اور عوامی مسائل کے حل کے لیے فوری اقدامات کی ہدایت کی اور کہا کہ حکومت عوام کی خدمت کے لیے پرعزم ہے۔ انہوں نے مزید کہا کہ ترقیاتی منصوبوں کو مقررہ وقت میں مکمل کیا جائے گا اور شفافیت کو یقینی بنایا جائے گا۔ اجلاس میں متعلقہ وزراء اور اعلیٰ حکام نے شرکت کی اور مختلف امور پر تفصیلی بریفنگ دی گئی۔	[790, 696, 965, 832]
continuation-story	[976, 190, 1163, 347]
continuation-story	[790, 837, 965, 993]
story-body-text: پاکستان نے کہا ہے کہ خطے میں امن و استحکام کے لیے تمام فریقین کو ذمہ دارانہ کردار ادا کرنا ہوگا۔ وزیراعظم نے اجلاس کے دوران ملکی معیشت، توانائی کے بحران اور عوامی مسائل کے حل کے لیے فوری اقدامات کی ہدایت کی اور کہا کہ حکومت عوام کی خدمت کے لیے پرعزم ہے۔ انہوں نے مزید کہا کہ ترقیاتی منصوبوں کو مقررہ وقت میں مکمل کیا جائے گا اور شفافیت کو یقینی بنایا جائے گا۔ اجلاس میں متعلقہ وزراء اور اعلیٰ حکام نے شرکت کی اور مختلف امور پر تفصیلی بریفنگ دی گئی۔ پاکستان نے کہا ہے کہ خطے میں امن و استحکام کے لیے تمام فریقین کو ذمہ دارانہ کردار ادا کرنا ہوگا۔ وزیراعظم نے اجلاس کے دوران ملکی معیشت، توانائی کے بحران اور عوامی مسائل کے حل کے لیے فوری اقدامات کی ہدایت کی اور کہا کہ حکومت عوام کی خدمت کے لیے پرعزم ہے۔ انہوں نے مزید کہا کہ ترقیاتی منصوبوں کو مقررہ وقت میں مکمل کیا جائے گا اور شفافیت کو یقینی بنایا جائے گا۔ اجلاس میں متعلقہ وزراء اور اعلیٰ حکام نے شرکت کی اور مختلف امور پر تفصیلی بریفنگ دی گئی۔	[323, 50, 448, 444]
continuation-title: افتخار	[1004, 1647, 1036, 1659]
story-header-box	[458, 986, 620, 1004]
story-header-box	[631, 1736, 780, 1754]
story-header-box	[1173, 599, 1353, 617]
continuation-number: بقیہ 5	[267, 732, 312, 748]
continuation-story	[631, 2078, 780, 2415]
continuation-story	[1173, 314, 1353, 595]
continuation-story	[631, 371, 780, 708]
continuation-title: چیئرمین واپڈا	[798, 1000, 865, 1013]
story-body-text: پاکستان نے کہا ہے کہ خطے میں امن و استحکام کے لیے تمام فریقین کو ذمہ دارانہ کردار ادا کرنا ہوگا۔ وزیراعظم نے اجلاس کے دوران ملکی معیشت، توانائی کے بحران اور عوامی مسائل کے حل کے لیے فوری اقدامات کی ہدایت کی اور کہا کہ حکومت عوام کی خدمت کے لیے پرعزم ہے۔ انہوں نے مزید کہا کہ ترقیاتی منصوبوں کو مقررہ وقت میں مکمل کیا جائے گا اور شفافیت کو یقینی بنایا جائے گا۔ اجلاس میں متعلقہ وزراء اور اعلیٰ حکام نے شرکت کی اور مختلف امور پر تفصیلی بریفنگ دی گئی۔	[975, 1019, 1163, 1154]
continuation-title: خواجہ آصف	[193, 32, 251, 44]
continuation-number: بقیہ 29	[912, 353, 965, 369]
continuation-story	[458, 1305, 620, 1619]
continuation-title: حلقی نقاری	[482, 2265, 544, 2277]
continuation-title: چانی	[839, 516, 864, 529]
story-header-box	[790, 1321, 965, 1339]
continuation-title: اسحاق ڈار	[488, 32, 539, 44]
story-body-text: پاکستان نے کہا ہے کہ خطے میں امن و استحکام کے لیے تمام فریقین کو ذمہ دارانہ کردار ادا کرنا ہوگا۔ وزیراعظم نے اجلاس کے دوران ملکی معیشت، توانائی کے بحران اور عوامی مسائل کے حل کے لیے فوری اقدامات کی ہدایت کی اور کہا کہ حکومت عوام کی خدمت کے لیے پرعزم ہے۔ انہوں نے مزید کہا کہ ترقیاتی منصوبوں کو مقررہ وقت میں مکمل کیا جائے گا اور شفافیت کو یقینی بنایا جائے گا۔ اجلاس میں متعلقہ وزراء اور اعلیٰ حکام نے شرکت کی اور مختلف امور پر تفصیلی بریفنگ دی گئی۔ پاکستان نے کہا ہے کہ خطے میں امن و استحکام کے لیے تمام فریقین کو ذمہ دارانہ کردار ادا کرنا ہوگا۔ وزیراعظم نے اجلاس کے دوران ملکی معیشت، توانائی کے بحران اور عوامی مسائل کے حل کے لیے فوری اقدامات کی ہدایت کی اور کہا کہ حکومت عوام کی خدمت کے لیے پرعزم ہے۔ انہوں نے مزید کہا کہ ترقیاتی منصوبوں کو مقررہ وقت میں مکمل کیا جائے گا اور شفافیت کو یقینی بنایا جائے گا۔ اجلاس میں متعلقہ وزراء اور اعلیٰ حکام نے شرکت کی اور مختلف امور پر تفصیلی بریفنگ دی گئی۔	[1172, 905, 1353, 1165]
story-body-text: پاکستان نے کہا ہے کہ خطے میں امن و استحکام کے لیے تمام فریقین کو ذمہ دارانہ کردار ادا کرنا ہوگا۔ وزیراعظم نے اجلاس کے دوران ملکی معیشت، توانائی کے بحران اور عوامی مسائل کے حل کے لیے فوری اقدامات کی ہدایت کی اور کہا کہ حکومت عوام کی خدمت کے لیے پرعزم ہے۔ انہوں نے مزید کہا کہ ترقیاتی منصوبوں کو مقررہ وقت میں مکمل کیا جائے گا اور شفافیت کو یقینی بنایا جائے گا۔ اجلاس میں متعلقہ وزراء اور اعلیٰ حکام نے شرکت کی اور مختلف امور پر تفصیلی بریفنگ دی گئی۔ پاکستان نے کہا ہے کہ خطے میں امن و استحکام کے لیے تمام فریقین کو ذمہ دارانہ کردار ادا کرنا ہوگا۔ وزیراعظم نے اجلاس کے دوران ملکی معیشت، توانائی کے بحران اور عوامی مسائل کے حل کے لیے فوری اقدامات کی ہدایت کی اور کہا کہ حکومت عوام کی خدمت کے لیے پرعزم ہے۔ انہوں نے مزید کہا کہ ترقیاتی منصوبوں کو مقررہ وقت میں مکمل کیا جائے گا اور شفافیت کو یقینی بنایا جائے گا۔ اجلاس میں متعلقہ وزراء اور اعلیٰ حکام نے شرکت کی اور مختلف امور پر تفصیلی بریفنگ دی گئی۔ پاکستان نے کہا ہے کہ خطے میں امن و استحکام کے لیے تمام فریقین کو ذمہ دارانہ کردار ادا کرنا ہوگا۔ وزیراعظم نے اجلاس کے دوران ملکی معیشت، توانائی کے بحران اور عوامی مسائل کے حل کے لیے فوری اقدامات کی ہدایت کی اور کہا کہ حکومت عوام کی خدمت کے لیے پرعزم ہے۔ انہوں نے مزید کہا کہ ترقیاتی منصوبوں کو مقررہ وقت میں مکمل کیا جائے گا اور شفافیت کو یقینی بنایا جائے گا۔ اجلاس میں متعلقہ وزراء اور اعلیٰ حکام نے شرکت کی اور مختلف امور پر تفصیلی بریفنگ دی گئی۔ پاکستان نے کہا ہے کہ خطے میں امن و استحکام کے لیے تمام فریقین کو ذمہ دارانہ کردار ادا کرنا ہوگا۔ وزیراعظم نے اجلاس کے دوران ملکی معیشت، توانائی کے بحران اور عوامی مسائل کے حل کے لیے فوری اقدامات کی ہدایت کی اور کہا کہ حکومت عوام کی خدمت کے لیے پرعزم ہے۔ انہوں نے مزید کہا کہ ترقیاتی منصوبوں کو مقررہ وقت میں مکمل کیا جائے گا اور شفافیت کو یقینی بنایا جائے گا۔ اجلاس میں متعلقہ وزراء اور اعلیٰ حکام نے شرکت کی اور مختلف امور پر تفصیلی بریفنگ دی گئی۔	[10, 50, 165, 646]
continuation-story	[10, 29, 165, 646]
story-header-box	[458, 1305, 620, 1323]
story-body-text: پاکستان نے کہا ہے کہ خطے میں امن و استحکام کے لیے تمام فریقین کو ذمہ دارانہ کردار ادا کرنا ہوگا۔ وزیراعظم نے اجلاس کے دوران ملکی معیشت، توانائی کے بحران اور عوامی مسائل کے حل کے لیے فوری اقدامات کی ہدایت کی اور کہا کہ حکومت عوام کی خدمت کے لیے پرعزم ہے۔ انہوں نے مزید کہا کہ ترقیاتی منصوبوں کو مقررہ وقت میں مکمل کیا جائے گا اور شفافیت کو یقینی بنایا جائے گا۔ اجلاس میں متعلقہ وزراء اور اعلیٰ حکام نے شرکت کی اور مختلف امور پر تفصیلی بریفنگ دی گئی۔ پاکستان نے کہا ہے کہ خطے میں امن و استحکام کے لیے تمام فریقین کو ذمہ دارانہ کردار ادا کرنا ہوگا۔ وزیراعظم نے اجلاس کے دوران ملکی معیشت، توانائی کے بحران اور عوامی مسائل کے حل کے لیے فوری اقدامات کی ہدایت کی اور کہا کہ حکومت عوام کی خدمت کے لیے پرعزم ہے۔ انہوں نے مزید کہا کہ ترقیاتی منصوبوں کو مقررہ وقت میں مکمل کیا جائے گا اور شفافیت کو یقینی بنایا جائے گا۔ اجلاس میں متعلقہ وزراء اور اعلیٰ حکام نے شرکت کی اور مختلف امور پر تفصیلی بریفنگ دی گئی۔	[1172, 335, 1353, 594]
story-body-text: پاکستان نے کہا ہے کہ خطے میں امن و استحکام کے لیے تمام فریقین کو ذمہ دارانہ کردار ادا کرنا ہوگا۔ وزیراعظم نے اجلاس کے دوران ملکی معیشت، توانائی کے بحران اور عوامی مسائل کے حل کے لیے فوری اقدامات کی ہدایت کی اور کہا کہ حکومت عوام کی خدمت کے لیے پرعزم ہے۔ انہوں نے مزید کہا کہ ترقیاتی منصوبوں کو مقررہ وقت میں مکمل کیا جائے گا اور شفافیت کو یقینی بنایا جائے گا۔ اجلاس میں متعلقہ وزراء اور اعلیٰ حکام نے شرکت کی اور مختلف امور پر تفصیلی بریفنگ دی گئی۔ پاکستان نے کہا ہے کہ خطے میں امن و استحکام کے لیے تمام فریقین کو ذمہ دارانہ کردار ادا کرنا ہوگا۔ وزیراعظم نے اجلاس کے دوران ملکی معیشت، توانائی کے بحران اور عوامی مسائل کے حل کے لیے فوری اقدامات کی ہدایت کی اور کہا کہ حکومت عوام کی خدمت کے لیے پرعزم ہے۔ انہوں نے مزید کہا کہ ترقیاتی منصوبوں کو مقررہ وقت میں مکمل کیا جائے گا اور شفافیت کو یقینی بنایا جائے گا۔ اجلاس میں متعلقہ وزراء اور اعلیٰ حکام نے شرکت کی اور مختلف امور پر تفصیلی بریفنگ دی گئی۔	[630, 50, 780, 366]
story-header-box	[1173, 885, 1353, 903]
continuation-story	[458, 29, 620, 343]
continuation-story	[176, 1432, 313, 2128]
continuation-number: بقیہ 20	[727, 30, 779, 46]
continuation-story	[976, 837, 1163, 993]
story-header-box	[458, 348, 620, 366]
story-body-text: پاکستان نے کہا ہے کہ خطے میں امن و استحکام کے لیے تمام فریقین کو ذمہ دارانہ کردار ادا کرنا ہوگا۔ وزیراعظم نے اجلاس کے دوران ملکی معیشت، توانائی کے بحران اور عوامی مسائل کے حل کے لیے فوری اقدامات کی ہدایت کی اور کہا کہ حکومت عوام کی خدمت کے لیے پرعزم ہے۔ انہوں نے مزید کہا کہ ترقیاتی منصوبوں کو مقررہ وقت میں مکمل کیا جائے گا اور شفافیت کو یقینی بنایا جائے گا۔ اجلاس میں متعلقہ وزراء اور اعلیٰ حکام نے شرکت کی اور مختلف امور پر تفصیلی بریفنگ دی گئی۔	[975, 50, 1163, 185]
continuation-title: پاکستانی سفیر	[1175, 602, 1251, 615]
continuation-title: بانی پی ٹی آئی ٹیسٹ	[459, 1627, 567, 1639]
page-column	[1171, 26, 1355, 2020]
continuation-number: صفحہ 3 بقیہ 19	[1252, 30, 1352, 46]
continuation-story	[458, 2262, 620, 2575]
continuation-story	[790, 1159, 965, 1316]
story-header-box	[976, 352, 1163, 370]
story-header-box	[976, 1482, 1163, 1500]
story-header-box	[323, 1289, 448, 1307]
story-body-text: پاکستان نے کہا ہے کہ خطے میں امن و استحکام کے لیے تمام فریقین کو ذمہ دارانہ کردار ادا کرنا ہوگا۔ وزیراعظم نے اجلاس کے دوران ملکی معیشت، توانائی کے بحران اور عوامی مسائل کے حل کے لیے فوری اقدامات کی ہدایت کی اور کہا کہ حکومت عوام کی خدمت کے لیے پرعزم ہے۔ انہوں نے مزید کہا کہ ترقیاتی منصوبوں کو مقررہ وقت میں مکمل کیا جائے گا اور شفافیت کو یقینی بنایا جائے گا۔ اجلاس میں متعلقہ وزراء اور اعلیٰ حکام نے شرکت کی اور مختلف امور پر تفصیلی بریفنگ دی گئی۔ پاکستان نے کہا ہے کہ خطے میں امن و استحکام کے لیے تمام فریقین کو ذمہ دارانہ کردار ادا کرنا ہوگا۔ وزیراعظم نے اجلاس کے دوران ملکی معیشت، توانائی کے بحران اور عوامی مسائل کے حل کے لیے فوری اقدامات کی ہدایت کی اور کہا کہ حکومت عوام کی خدمت کے لیے پرعزم ہے۔ انہوں نے مزید کہا کہ ترقیاتی منصوبوں کو مقررہ وقت میں مکمل کیا جائے گا اور شفافیت کو یقینی بنایا جائے گا۔ اجلاس میں متعلقہ وزراء اور اعلیٰ حکام نے شرکت کی اور مختلف امور پر تفصیلی بریفنگ دی گئی۔	[323, 1731, 448, 2125]
story-header-box	[10, 651, 165, 669]
continuation-number: بقیہ 9	[402, 871, 447, 887]
story-header-box	[790, 352, 965, 370]
continuation-story	[1173, 29, 1353, 309]
continuation-story	[458, 1624, 620, 1937]
story-header-box	[1173, 314, 1353, 333]
continuation-story	[1173, 1455, 1353, 1735]
story-body-text: پاکستان نے کہا ہے کہ خطے میں امن و استحکام کے لیے تمام فریقین کو ذمہ دارانہ کردار ادا کرنا ہوگا۔ وزیراعظم نے اجلاس کے دوران ملکی معیشت، توانائی کے بحران اور عوامی مسائل کے حل کے لیے فوری اقدامات کی ہدایت کی اور کہا کہ حکومت عوام کی خدمت کے لیے پرعزم ہے۔ انہوں نے مزید کہا کہ ترقیاتی منصوبوں کو مقررہ وقت میں مکمل کیا جائے گا اور شفافیت کو یقینی بنایا جائے گا۔ اجلاس میں متعلقہ وزراء اور اعلیٰ حکام نے شرکت کی اور مختلف امور پر تفصیلی بریفنگ دی گئی۔ پاکستان نے کہا ہے کہ خطے میں امن و استحکام کے لیے تمام فریقین کو ذمہ دارانہ کردار ادا کرنا ہوگا۔ وزیراعظم نے اجلاس کے دوران ملکی معیشت، توانائی کے بحران اور عوامی مسائل کے حل کے لیے فوری اقدامات کی ہدایت کی اور کہا کہ حکومت عوام کی خدمت کے لیے پرعزم ہے۔ انہوں نے مزید کہا کہ ترقیاتی منصوبوں کو مقررہ وقت میں مکمل کیا جائے گا اور شفافیت کو یقینی بنایا جائے گا۔ اجلاس میں متعلقہ وزراء اور اعلیٰ حکام نے شرکت کی اور مختلف امور پر تفصیلی بریفنگ دی گئی۔	[630, 1074, 780, 1389]
continuation-number: صفحہ 3 بقیہ 4	[873, 1160, 965, 1177]
continuation-title: نواب جرگا	[807, 1485, 857, 1498]
story-body-text: پاکستان نے کہا ہے کہ خطے میں امن و استحکام کے لیے تمام فریقین کو ذمہ دارانہ کردار ادا کرنا ہوگا۔ وزیراعظم نے اجلاس کے دوران ملکی معیشت، توانائی کے بحران اور عوامی مسائل کے حل کے لیے فوری اقدامات کی ہدایت کی اور کہا کہ حکومت عوام کی خدمت کے لیے پرعزم ہے۔ انہوں نے مزید کہا کہ ترقیاتی منصوبوں کو مقررہ وقت میں مکمل کیا جائے گا اور شفافیت کو یقینی بنایا جائے گا۔ اجلاس میں متعلقہ وزراء اور اعلیٰ حکام نے شرکت کی اور مختلف امور پر تفصیلی بریفنگ دی گئی۔ پاکستان نے کہا ہے کہ خطے میں امن و استحکام کے لیے تمام فریقین کو ذمہ دارانہ کردار ادا کرنا ہوگا۔ وزیراعظم نے اجلاس کے دوران ملکی معیشت، توانائی کے بحران اور عوامی مسائل کے حل کے لیے فوری اقدامات کی ہدایت کی اور کہا کہ حکومت عوام کی خدمت کے لیے پرعزم ہے۔ انہوں نے مزید کہا کہ ترقیاتی منصوبوں کو مقررہ وقت میں مکمل کیا جائے گا اور شفافیت کو یقینی بنایا جائے گا۔ اجلاس میں متعلقہ وزراء اور اعلیٰ حکام نے شرکت کی اور مختلف امور پر تفصیلی بریفنگ دی گئی۔ پاکستان نے کہا ہے کہ خطے میں امن و استحکام کے لیے تمام فریقین کو ذمہ دارانہ کردار ادا کرنا ہوگا۔ وزیراعظم نے اجلاس کے دوران ملکی معیشت، توانائی کے بحران اور عوامی مسائل کے حل کے لیے فوری اقدامات کی ہدایت کی اور کہا کہ حکومت عوام کی خدمت کے لیے پرعزم ہے۔ انہوں نے مزید کہا کہ ترقیاتی منصوبوں کو مقررہ وقت میں مکمل کیا جائے گا اور شفافیت کو یقینی بنایا جائے گا۔ اجلاس میں متعلقہ وزراء اور اعلیٰ حکام نے شرکت کی اور مختلف امور پر تفصیلی بریفنگ دی گئی۔ پاکستان نے کہا ہے کہ خطے میں امن و استحکام کے لیے تمام فریقین کو ذمہ دارانہ کردار ادا کرنا ہوگا۔ وزیراعظم نے اجلاس کے دوران ملکی معیشت، توانائی کے بحران اور عوامی مسائل کے حل کے لیے فوری اقدامات کی ہدایت کی اور کہا کہ حکومت عوام کی خدمت کے لیے پرعزم ہے۔ انہوں نے مزید کہا کہ ترقیاتی منصوبوں کو مقررہ وقت میں مکمل کیا جائے گا اور شفافیت کو یقینی بنایا جائے گا۔ اجلاس میں متعلقہ وزراء اور اعلیٰ حکام نے شرکت کی اور مختلف امور پر تفصیلی بریفنگ دی گئی۔	[10, 673, 165, 1269]
continuation-number: بقیہ 15	[567, 986, 620, 1003]
story-header-box	[631, 712, 780, 730]
continuation-title: پاکستان چاٹ	[1180, 1458, 1245, 1470]
continuation-title: بی ایس ملک	[481, 989, 544, 1001]
story-body-text: پاکستان نے کہا ہے کہ خطے میں امن و استحکام کے لیے تمام فریقین کو ذمہ دارانہ کردار ادا کرنا ہوگا۔ وزیراعظم نے اجلاس کے دوران ملکی معیشت، توانائی کے بحران اور عوامی مسائل کے حل کے لیے فوری اقدامات کی ہدایت کی اور کہا کہ حکومت عوام کی خدمت کے لیے پرعزم ہے۔ انہوں نے مزید کہا کہ ترقیاتی منصوبوں کو مقررہ وقت میں مکمل کیا جائے گا اور شفافیت کو یقینی بنایا جائے گا۔ اجلاس میں متعلقہ وزراء اور اعلیٰ حکام نے شرکت کی اور مختلف امور پر تفصیلی بریفنگ دی گئی۔	[975, 1504, 1163, 1638]
continuation-number: صفحہ 3 بقیہ 17	[1063, 1483, 1162, 1499]
story-header-box	[976, 1159, 1163, 1178]
crop-mark	[0, 968, 7, 969]
story-header-box	[10, 1274, 165, 1293]
continuation-story	[176, 29, 313, 726]
continuation-number: صفحہ 3 بقیہ 23	[1252, 1171, 1352, 1187]
continuation-title: اخبارات	[344, 872, 382, 885]
story-body-text: پاکستان نے کہا ہے کہ خطے میں امن و استحکام کے لیے تمام فریقین کو ذمہ دارانہ کردار ادا کرنا ہوگا۔ وزیراعظم نے اجلاس کے دوران ملکی معیشت، توانائی کے بحران اور عوامی مسائل کے حل کے لیے فوری اقدامات کی ہدایت کی اور کہا کہ حکومت عوام کی خدمت کے لیے پرعزم ہے۔ انہوں نے مزید کہا کہ ترقیاتی منصوبوں کو مقررہ وقت میں مکمل کیا جائے گا اور شفافیت کو یقینی بنایا جائے گا۔ اجلاس میں متعلقہ وزراء اور اعلیٰ حکام نے شرکت کی اور مختلف امور پر تفصیلی بریفنگ دی گئی۔	[790, 535, 965, 669]
continuation-title: بارش	[1006, 516, 1033, 529]
continuation-number: صفحہ 3 بقیہ 10	[1063, 353, 1162, 369]
continuation-story	[1173, 599, 1353, 880]
continuation-title: پچپ	[668, 715, 690, 727]
continuation-number: صفحہ 3 بقیہ 12	[1063, 676, 1162, 693]
story-body-text: پاکستان نے کہا ہے کہ خطے میں امن و استحکام کے لیے تمام فریقین کو ذمہ دارانہ کردار ادا کرنا ہوگا۔ وزیراعظم نے اجلاس کے دوران ملکی معیشت، توانائی کے بحران اور عوامی مسائل کے حل کے لیے فوری اقدامات کی ہدایت کی اور کہا کہ حکومت عوام کی خدمت کے لیے پرعزم ہے۔ انہوں نے مزید کہا کہ ترقیاتی منصوبوں کو مقررہ وقت میں مکمل کیا جائے گا اور شفافیت کو یقینی بنایا جائے گا۔ اجلاس میں متعلقہ وزراء اور اعلیٰ حکام نے شرکت کی اور مختلف امور پر تفصیلی بریفنگ دی گئی۔	[790, 1019, 965, 1154]
story-header-box	[176, 29, 313, 47]
story-header-box	[976, 29, 1163, 47]
continuation-title: مریم نواز	[199, 1435, 246, 1447]
page-column	[973, 26, 1166, 1802]
story-header-box	[176, 1432, 313, 1450]
story-body-text: پاکستان نے کہا ہے کہ خطے میں امن و استحکام کے لیے تمام فریقین کو ذمہ دارانہ کردار ادا کرنا ہوگا۔ وزیراعظم نے اجلاس کے دوران ملکی معیشت، توانائی کے بحران اور عوامی مسائل کے حل کے لیے فوری اقدامات کی ہدایت کی اور کہا کہ حکومت عوام کی خدمت کے لیے پرعزم ہے۔ انہوں نے مزید کہا کہ ترقیاتی منصوبوں کو مقررہ وقت میں مکمل کیا جائے گا اور شفافیت کو یقینی بنایا جائے گا۔ اجلاس میں متعلقہ وزراء اور اعلیٰ حکام نے شرکت کی اور مختلف امور پر تفصیلی بریفنگ دی گئی۔	[975, 212, 1163, 347]
continuation-title: پاکستان کرنسی	[1173, 1173, 1252, 1185]
story-body-text: پاکستان نے کہا ہے کہ خطے میں امن و استحکام کے لیے تمام فریقین کو ذمہ دارانہ کردار ادا کرنا ہوگا۔ وزیراعظم نے اجلاس کے دوران ملکی معیشت، توانائی کے بحران اور عوامی مسائل کے حل کے لیے فوری اقدامات کی ہدایت کی اور کہا کہ حکومت عوام کی خدمت کے لیے پرعزم ہے۔ انہوں نے مزید کہا کہ ترقیاتی منصوبوں کو مقررہ وقت میں مکمل کیا جائے گا اور شفافیت کو یقینی بنایا جائے گا۔ اجلاس میں متعلقہ وزراء اور اعلیٰ حکام نے شرکت کی اور مختلف امور پر تفصیلی بریفنگ دی گئی۔	[975, 696, 1163, 832]
page-column	[787, 26, 967, 1802]
continuation-title: خواجہ آصف	[990, 1324, 1049, 1336]
continuation-story	[790, 513, 965, 669]
continuation-story	[458, 986, 620, 1299]
continuation-title: ڈاکو بلاک	[1190, 1743, 1236, 1755]
continuation-story	[790, 1482, 965, 1638]
continuation-story	[1173, 1170, 1353, 1451]
continuation-number: بقیہ 6	[267, 1432, 312, 1449]
story-header-box	[631, 29, 780, 47]
continuation-number: صفحہ 3 بقیہ 8	[1070, 191, 1162, 208]
continuation-title: پارلیمانی ڈاکٹری	[791, 839, 873, 851]
continuation-story	[458, 667, 620, 981]
story-body-text: پاکستان نے کہا ہے کہ خطے میں امن و استحکام کے لیے تمام فریقین کو ذمہ دارانہ کردار ادا کرنا ہوگا۔ وزیراعظم نے اجلاس کے دوران ملکی معیشت، توانائی کے بحران اور عوامی مسائل کے حل کے لیے فوری اقدامات کی ہدایت کی اور کہا کہ حکومت عوام کی خدمت کے لیے پرعزم ہے۔ انہوں نے مزید کہا کہ ترقیاتی منصوبوں کو مقررہ وقت میں مکمل کیا جائے گا اور شفافیت کو یقینی بنایا جائے گا۔ اجلاس میں متعلقہ وزراء اور اعلیٰ حکام نے شرکت کی اور مختلف امور پر تفصیلی بریفنگ دی گئی۔ پاکستان نے کہا ہے کہ خطے میں امن و استحکام کے لیے تمام فریقین کو ذمہ دارانہ کردار ادا کرنا ہوگا۔ وزیراعظم نے اجلاس کے دوران ملکی معیشت، توانائی کے بحران اور عوامی مسائل کے حل کے لیے فوری اقدامات کی ہدایت کی اور کہا کہ حکومت عوام کی خدمت کے لیے پرعزم ہے۔ انہوں نے مزید کہا کہ ترقیاتی منصوبوں کو مقررہ وقت میں مکمل کیا جائے گا اور شفافیت کو یقینی بنایا جائے گا۔ اجلاس میں متعلقہ وزراء اور اعلیٰ حکام نے شرکت کی اور مختلف امور پر تفصیلی بریفنگ دی گئی۔	[323, 890, 448, 1284]
continuation-number: بقیہ 4	[267, 30, 312, 46]
story-header-box	[631, 1053, 780, 1072]
story-header-box	[976, 998, 1163, 1016]
page-column	[7, 26, 168, 1892]
continuation-number: صفحہ 3 بقیہ 7	[1070, 30, 1162, 46]
story-body-text: پاکستان نے کہا ہے کہ خطے میں امن و استحکام کے لیے تمام فریقین کو ذمہ دارانہ کردار ادا کرنا ہوگا۔ وزیراعظم نے اجلاس کے دوران ملکی معیشت، توانائی کے بحران اور عوامی مسائل کے حل کے لیے فوری اقدامات کی ہدایت کی اور کہا کہ حکومت عوام کی خدمت کے لیے پرعزم ہے۔ انہوں نے مزید کہا کہ ترقیاتی منصوبوں کو مقررہ وقت میں مکمل کیا جائے گا اور شفافیت کو یقینی بنایا جائے گا۔ اجلاس میں متعلقہ وزراء اور اعلیٰ حکام نے شرکت کی اور مختلف امور پر تفصیلی بریفنگ دی گئی۔	[790, 212, 965, 347]
continuation-story	[976, 29, 1163, 185]
continuation-number: صفحہ 3 بقیہ 21	[1252, 600, 1352, 616]
continuation-story	[323, 870, 448, 1285]
story-header-box	[790, 837, 965, 855]
continuation-title: فاک کروز	[807, 1324, 856, 1336]
story-body-text: پاکستان نے کہا ہے کہ خطے میں امن و استحکام کے لیے تمام فریقین کو ذمہ دارانہ کردار ادا کرنا ہوگا۔ وزیراعظم نے اجلاس کے دوران ملکی معیشت، توانائی کے بحران اور عوامی مسائل کے حل کے لیے فوری اقدامات کی ہدایت کی اور کہا کہ حکومت عوام کی خدمت کے لیے پرعزم ہے۔ انہوں نے مزید کہا کہ ترقیاتی منصوبوں کو مقررہ وقت میں مکمل کیا جائے گا اور شفافیت کو یقینی بنایا جائے گا۔ اجلاس میں متعلقہ وزراء اور اعلیٰ حکام نے شرکت کی اور مختلف امور پر تفصیلی بریفنگ دی گئی۔ پاکستان نے کہا ہے کہ خطے میں امن و استحکام کے لیے تمام فریقین کو ذمہ دارانہ کردار ادا کرنا ہوگا۔ وزیراعظم نے اجلاس کے دوران ملکی معیشت، توانائی کے بحران اور عوامی مسائل کے حل کے لیے فوری اقدامات کی ہدایت کی اور کہا کہ حکومت عوام کی خدمت کے لیے پرعزم ہے۔ انہوں نے مزید کہا کہ ترقیاتی منصوبوں کو مقررہ وقت میں مکمل کیا جائے گا اور شفافیت کو یقینی بنایا جائے گا۔ اجلاس میں متعلقہ وزراء اور اعلیٰ حکام نے شرکت کی اور مختلف امور پر تفصیلی بریفنگ دی گئی۔ پاکستان نے کہا ہے کہ خطے میں امن و استحکام کے لیے تمام فریقین کو ذمہ دارانہ کردار ادا کرنا ہوگا۔ وزیراعظم نے اجلاس کے دوران ملکی معیشت، توانائی کے بحران اور عوامی مسائل کے حل کے لیے فوری اقدامات کی ہدایت کی اور کہا کہ حکومت عوام کی خدمت کے لیے پرعزم ہے۔ انہوں نے مزید کہا کہ ترقیاتی منصوبوں کو مقررہ وقت میں مکمل کیا جائے گا اور شفافیت کو یقینی بنایا جائے گا۔ اجلاس میں متعلقہ وزراء اور اعلیٰ حکام نے شرکت کی اور مختلف امور پر تفصیلی بریفنگ دی گئی۔ پاکستان نے کہا ہے کہ خطے میں امن و استحکام کے لیے تمام فریقین کو ذمہ دارانہ کردار ادا کرنا ہوگا۔ وزیراعظم نے اجلاس کے دوران ملکی معیشت، توانائی کے بحران اور عوامی مسائل کے حل کے لیے فوری اقدامات کی ہدایت کی اور کہا کہ حکومت عوام کی خدمت کے لیے پرعزم ہے۔ انہوں نے مزید کہا کہ ترقیاتی منصوبوں کو مقررہ وقت میں مکمل کیا جائے گا اور شفافیت کو یقینی بنایا جائے گا۔ اجلاس میں متعلقہ وزراء اور اعلیٰ حکام نے شرکت کی اور مختلف امور پر تفصیلی بریفنگ دی گئی۔	[175, 1453, 314, 2128]
continuation-number: صفحہ 3 بقیہ 3	[873, 999, 965, 1015]
continuation-number: بقیہ 23	[727, 1054, 779, 1071]
continuation-title: امریکہ	[343, 1713, 376, 1725]
continuation-number: صفحہ 3 بقیہ 25	[1252, 1741, 1352, 1758]
continuation-number: صفحہ 3 بقیہ 13	[1063, 837, 1162, 854]
continuation-story	[323, 449, 448, 865]
story-body-text: پاکستان نے کہا ہے کہ خطے میں امن و استحکام کے لیے تمام فریقین کو ذمہ دارانہ کردار ادا کرنا ہوگا۔ وزیراعظم نے اجلاس کے دوران ملکی معیشت، توانائی کے بحران اور عوامی مسائل کے حل کے لیے فوری اقدامات کی ہدایت کی اور کہا کہ حکومت عوام کی خدمت کے لیے پرعزم ہے۔ انہوں نے مزید کہا کہ ترقیاتی منصوبوں کو مقررہ وقت میں مکمل کیا جائے گا اور شفافیت کو یقینی بنایا جائے گا۔ اجلاس میں متعلقہ وزراء اور اعلیٰ حکام نے شرکت کی اور مختلف امور پر تفصیلی بریفنگ دی گئی۔ پاکستان نے کہا ہے کہ خطے میں امن و استحکام کے لیے تمام فریقین کو ذمہ دارانہ کردار ادا کرنا ہوگا۔ وزیراعظم نے اجلاس کے دوران ملکی معیشت، توانائی کے بحران اور عوامی مسائل کے حل کے لیے فوری اقدامات کی ہدایت کی اور کہا کہ حکومت عوام کی خدمت کے لیے پرعزم ہے۔ انہوں نے مزید کہا کہ ترقیاتی منصوبوں کو مقررہ وقت میں مکمل کیا جائے گا اور شفافیت کو یقینی بنایا جائے گا۔ اجلاس میں متعلقہ وزراء اور اعلیٰ حکام نے شرکت کی اور مختلف امور پر تفصیلی بریفنگ دی گئی۔	[323, 470, 448, 864]
continuation-title: فرنوجنگ	[1001, 194, 1046, 206]
continuation-story	[1173, 1740, 1353, 2021]
continuation-title: بھٹی صدر ملاقات	[976, 839, 1063, 851]
continuation-number: صفحہ 3 بقیہ 2	[873, 837, 965, 854]
continuation-title: صدر اوامی اسمبلی	[631, 32, 727, 44]
continuation-number: بقیہ 27	[912, 30, 965, 46]
continuation-number: بقیہ 14	[567, 668, 620, 684]
continuation-story	[790, 675, 965, 832]
story-header-box	[790, 675, 965, 693]
continuation-title: ڈی جی آئی ایس پی آر	[11, 655, 121, 667]
continuation-title: بندرگاہ	[834, 355, 869, 367]
continuation-title: کشمیر	[1003, 355, 1037, 367]
continuation-story	[631, 1053, 780, 1390]
continuation-story	[790, 352, 965, 508]
story-header-box	[323, 449, 448, 468]
continuation-story	[976, 1643, 1163, 1800]
page-column	[173, 26, 315, 2128]
story-body-text: پاکستان نے کہا ہے کہ خطے میں امن و استحکام کے لیے تمام فریقین کو ذمہ دارانہ کردار ادا کرنا ہوگا۔ وزیراعظم نے اجلاس کے دوران ملکی معیشت، توانائی کے بحران اور عوامی مسائل کے حل کے لیے فوری اقدامات کی ہدایت کی اور کہا کہ حکومت عوام کی خدمت کے لیے پرعزم ہے۔ انہوں نے مزید کہا کہ ترقیاتی منصوبوں کو مقررہ وقت میں مکمل کیا جائے گا اور شفافیت کو یقینی بنایا جائے گا۔ اجلاس میں متعلقہ وزراء اور اعلیٰ حکام نے شرکت کی اور مختلف امور پر تفصیلی بریفنگ دی گئی۔ پاکستان نے کہا ہے کہ خطے میں امن و استحکام کے لیے تمام فریقین کو ذمہ دارانہ کردار ادا کرنا ہوگا۔ وزیراعظم نے اجلاس کے دوران ملکی معیشت، توانائی کے بحران اور عوامی مسائل کے حل کے لیے فوری اقدامات کی ہدایت کی اور کہا کہ حکومت عوام کی خدمت کے لیے پرعزم ہے۔ انہوں نے مزید کہا کہ ترقیاتی منصوبوں کو مقررہ وقت میں مکمل کیا جائے گا اور شفافیت کو یقینی بنایا جائے گا۔ اجلاس میں متعلقہ وزراء اور اعلیٰ حکام نے شرکت کی اور مختلف امور پر تفصیلی بریفنگ دی گئی۔	[630, 1758, 780, 2073]
continuation-number: بقیہ 28	[912, 191, 965, 208]
continuation-title: ریلیاں	[664, 1739, 695, 1752]
continuation-story	[631, 1736, 780, 2073]
story-header-box	[631, 1395, 780, 1413]
story-body-text: پاکستان نے کہا ہے کہ خطے میں امن و استحکام کے لیے تمام فریقین کو ذمہ دارانہ کردار ادا کرنا ہوگا۔ وزیراعظم نے اجلاس کے دوران ملکی معیشت، توانائی کے بحران اور عوامی مسائل کے حل کے لیے فوری اقدامات کی ہدایت کی اور کہا کہ حکومت عوام کی خدمت کے لیے پرعزم ہے۔ انہوں نے مزید کہا کہ ترقیاتی منصوبوں کو مقررہ وقت میں مکمل کیا جائے گا اور شفافیت کو یقینی بنایا جائے گا۔ اجلاس میں متعلقہ وزراء اور اعلیٰ حکام نے شرکت کی اور مختلف امور پر تفصیلی بریفنگ دی گئی۔ پاکستان نے کہا ہے کہ خطے میں امن و استحکام کے لیے تمام فریقین کو ذمہ دارانہ کردار ادا کرنا ہوگا۔ وزیراعظم نے اجلاس کے دوران ملکی معیشت، توانائی کے بحران اور عوامی مسائل کے حل کے لیے فوری اقدامات کی ہدایت کی اور کہا کہ حکومت عوام کی خدمت کے لیے پرعزم ہے۔ انہوں نے مزید کہا کہ ترقیاتی منصوبوں کو مقررہ وقت میں مکمل کیا جائے گا اور شفافیت کو یقینی بنایا جائے گا۔ اجلاس میں متعلقہ وزراء اور اعلیٰ حکام نے شرکت کی اور مختلف امور پر تفصیلی بریفنگ دی گئی۔	[630, 391, 780, 707]
page-column	[455, 26, 623, 2575]
story-header-box	[323, 1710, 448, 1728]
continuation-number: بقیہ 7	[402, 30, 447, 46]
continuation-number: صفحہ 3 بقیہ 24	[1252, 1456, 1352, 1472]
story-header-box	[176, 731, 313, 749]
continuation-number: بقیہ 19	[567, 2262, 620, 2279]
story-body-text: پاکستان نے کہا ہے کہ خطے میں امن و استحکام کے لیے تمام فریقین کو ذمہ دارانہ کردار ادا کرنا ہوگا۔ وزیراعظم نے اجلاس کے دوران ملکی معیشت، توانائی کے بحران اور عوامی مسائل کے حل کے لیے فوری اقدامات کی ہدایت کی اور کہا کہ حکومت عوام کی خدمت کے لیے پرعزم ہے۔ انہوں نے مزید کہا کہ ترقیاتی منصوبوں کو مقررہ وقت میں مکمل کیا جائے گا اور شفافیت کو یقینی بنایا جائے گا۔ اجلاس میں متعلقہ وزراء اور اعلیٰ حکام نے شرکت کی اور مختلف امور پر تفصیلی بریفنگ دی گئی۔ پاکستان نے کہا ہے کہ خطے میں امن و استحکام کے لیے تمام فریقین کو ذمہ دارانہ کردار ادا کرنا ہوگا۔ وزیراعظم نے اجلاس کے دوران ملکی معیشت، توانائی کے بحران اور عوامی مسائل کے حل کے لیے فوری اقدامات کی ہدایت کی اور کہا کہ حکومت عوام کی خدمت کے لیے پرعزم ہے۔ انہوں نے مزید کہا کہ ترقیاتی منصوبوں کو مقررہ وقت میں مکمل کیا جائے گا اور شفافیت کو یقینی بنایا جائے گا۔ اجلاس میں متعلقہ وزراء اور اعلیٰ حکام نے شرکت کی اور مختلف امور پر تفصیلی بریفنگ دی گئی۔	[323, 1311, 448, 1705]
masthead: روزنامہ نوائے وقت لاہور، ہفتہ 9 اگست 2025ء	[372, 6, 620, 18]
continuation-title: دوران تباہ	[41, 1277, 91, 1289]
continuation-title: وزیراعظم	[41, 32, 90, 44]
story-body-text: پاکستان نے کہا ہے کہ خطے میں امن و استحکام کے لیے تمام فریقین کو ذمہ دارانہ کردار ادا کرنا ہوگا۔ وزیراعظم نے اجلاس کے دوران ملکی معیشت، توانائی کے بحران اور عوامی مسائل کے حل کے لیے فوری اقدامات کی ہدایت کی اور کہا کہ حکومت عوام کی خدمت کے لیے پرعزم ہے۔ انہوں نے مزید کہا کہ ترقیاتی منصوبوں کو مقررہ وقت میں مکمل کیا جائے گا اور شفافیت کو یقینی بنایا جائے گا۔ اجلاس میں متعلقہ وزراء اور اعلیٰ حکام نے شرکت کی اور مختلف امور پر تفصیلی بریفنگ دی گئی۔ پاکستان نے کہا ہے کہ خطے میں امن و استحکام کے لیے تمام فریقین کو ذمہ دارانہ کردار ادا کرنا ہوگا۔ وزیراعظم نے اجلاس کے دوران ملکی معیشت، توانائی کے بحران اور عوامی مسائل کے حل کے لیے فوری اقدامات کی ہدایت کی اور کہا کہ حکومت عوام کی خدمت کے لیے پرعزم ہے۔ انہوں نے مزید کہا کہ ترقیاتی منصوبوں کو مقررہ وقت میں مکمل کیا جائے گا اور شفافیت کو یقینی بنایا جائے گا۔ اجلاس میں متعلقہ وزراء اور اعلیٰ حکام نے شرکت کی اور مختلف امور پر تفصیلی بریفنگ دی گئی۔	[630, 733, 780, 1048]
story-body-text: پاکستان نے کہا ہے کہ خطے میں امن و استحکام کے لیے تمام فریقین کو ذمہ دارانہ کردار ادا کرنا ہوگا۔ وزیراعظم نے اجلاس کے دوران ملکی معیشت، توانائی کے بحران اور عوامی مسائل کے حل کے لیے فوری اقدامات کی ہدایت کی اور کہا کہ حکومت عوام کی خدمت کے لیے پرعزم ہے۔ انہوں نے مزید کہا کہ ترقیاتی منصوبوں کو مقررہ وقت میں مکمل کیا جائے گا اور شفافیت کو یقینی بنایا جائے گا۔ اجلاس میں متعلقہ وزراء اور اعلیٰ حکام نے شرکت کی اور مختلف امور پر تفصیلی بریفنگ دی گئی۔	[790, 857, 965, 993]
continuation-number: صفحہ 3 بقیہ 1	[873, 676, 965, 693]
story-header-box	[976, 837, 1163, 855]
continuation-number: بقیہ 10	[395, 1290, 447, 1307]
continuation-number: صفحہ 3 بقیہ 22	[1252, 885, 1352, 902]
story-body-text: پاکستان نے کہا ہے کہ خطے میں امن و استحکام کے لیے تمام فریقین کو ذمہ دارانہ کردار ادا کرنا ہوگا۔ وزیراعظم نے اجلاس کے دوران ملکی معیشت، توانائی کے بحران اور عوامی مسائل کے حل کے لیے فوری اقدامات کی ہدایت کی اور کہا کہ حکومت عوام کی خدمت کے لیے پرعزم ہے۔ انہوں نے مزید کہا کہ ترقیاتی منصوبوں کو مقررہ وقت میں مکمل کیا جائے گا اور شفافیت کو یقینی بنایا جائے گا۔ اجلاس میں متعلقہ وزراء اور اعلیٰ حکام نے شرکت کی اور مختلف امور پر تفصیلی بریفنگ دی گئی۔	[975, 1180, 1163, 1316]
continuation-number: بقیہ 13	[567, 348, 620, 365]
story-body-text: پاکستان نے کہا ہے کہ خطے میں امن و استحکام کے لیے تمام فریقین کو ذمہ دارانہ کردار ادا کرنا ہوگا۔ وزیراعظم نے اجلاس کے دوران ملکی معیشت، توانائی کے بحران اور عوامی مسائل کے حل کے لیے فوری اقدامات کی ہدایت کی اور کہا کہ حکومت عوام کی خدمت کے لیے پرعزم ہے۔ انہوں نے مزید کہا کہ ترقیاتی منصوبوں کو مقررہ وقت میں مکمل کیا جائے گا اور شفافیت کو یقینی بنایا جائے گا۔ اجلاس میں متعلقہ وزراء اور اعلیٰ حکام نے شرکت کی اور مختلف امور پر تفصیلی بریفنگ دی گئی۔ پاکستان نے کہا ہے کہ خطے میں امن و استحکام کے لیے تمام فریقین کو ذمہ دارانہ کردار ادا کرنا ہوگا۔ وزیراعظم نے اجلاس کے دوران ملکی معیشت، توانائی کے بحران اور عوامی مسائل کے حل کے لیے فوری اقدامات کی ہدایت کی اور کہا کہ حکومت عوام کی خدمت کے لیے پرعزم ہے۔ انہوں نے مزید کہا کہ ترقیاتی منصوبوں کو مقررہ وقت میں مکمل کیا جائے گا اور شفافیت کو یقینی بنایا جائے گا۔ اجلاس میں متعلقہ وزراء اور اعلیٰ حکام نے شرکت کی اور مختلف امور پر تفصیلی بریفنگ دی گئی۔	[458, 369, 620, 662]
story-header-box	[323, 29, 448, 47]
continuation-number: بقیہ 26	[727, 2079, 779, 2095]
continuation-title: سعودی وزیرخارجہ	[176, 733, 268, 746]
story-header-box	[631, 2078, 780, 2096]
continuation-number: صفحہ 3 بقیہ 5	[873, 1322, 965, 1338]
story-header-box	[10, 29, 165, 47]
continuation-title: مریم اورنگزیب	[476, 351, 550, 363]
continuation-story	[631, 29, 780, 366]
story-body-text: پاکستان نے کہا ہے کہ خطے میں امن و استحکام کے لیے تمام فریقین کو ذمہ دارانہ کردار ادا کرنا ہوگا۔ وزیراعظم نے اجلاس کے دوران ملکی معیشت، توانائی کے بحران اور عوامی مسائل کے حل کے لیے فوری اقدامات کی ہدایت کی اور کہا کہ حکومت عوام کی خدمت کے لیے پرعزم ہے۔ انہوں نے مزید کہا کہ ترقیاتی منصوبوں کو مقررہ وقت میں مکمل کیا جائے گا اور شفافیت کو یقینی بنایا جائے گا۔ اجلاس میں متعلقہ وزراء اور اعلیٰ حکام نے شرکت کی اور مختلف امور پر تفصیلی بریفنگ دی گئی۔ پاکستان نے کہا ہے کہ خطے میں امن و استحکام کے لیے تمام فریقین کو ذمہ دارانہ کردار ادا کرنا ہوگا۔ وزیراعظم نے اجلاس کے دوران ملکی معیشت، توانائی کے بحران اور عوامی مسائل کے حل کے لیے فوری اقدامات کی ہدایت کی اور کہا کہ حکومت عوام کی خدمت کے لیے پرعزم ہے۔ انہوں نے مزید کہا کہ ترقیاتی منصوبوں کو مقررہ وقت میں مکمل کیا جائے گا اور شفافیت کو یقینی بنایا جائے گا۔ اجلاس میں متعلقہ وزراء اور اعلیٰ حکام نے شرکت کی اور مختلف امور پر تفصیلی بریفنگ دی گئی۔ پاکستان نے کہا ہے کہ خطے میں امن و استحکام کے لیے تمام فریقین کو ذمہ دارانہ کردار ادا کرنا ہوگا۔ وزیراعظم نے اجلاس کے دوران ملکی معیشت، توانائی کے بحران اور عوامی مسائل کے حل کے لیے فوری اقدامات کی ہدایت کی اور کہا کہ حکومت عوام کی خدمت کے لیے پرعزم ہے۔ انہوں نے مزید کہا کہ ترقیاتی منصوبوں کو مقررہ وقت میں مکمل کیا جائے گا اور شفافیت کو یقینی بنایا جائے گا۔ اجلاس میں متعلقہ وزراء اور اعلیٰ حکام نے شرکت کی اور مختلف امور پر تفصیلی بریفنگ دی گئی۔ پاکستان نے کہا ہے کہ خطے میں امن و استحکام کے لیے تمام فریقین کو ذمہ دارانہ کردار ادا کرنا ہوگا۔ وزیراعظم نے اجلاس کے دوران ملکی معیشت، توانائی کے بحران اور عوامی مسائل کے حل کے لیے فوری اقدامات کی ہدایت کی اور کہا کہ حکومت عوام کی خدمت کے لیے پرعزم ہے۔ انہوں نے مزید کہا کہ ترقیاتی منصوبوں کو مقررہ وقت میں مکمل کیا جائے گا اور شفافیت کو یقینی بنایا جائے گا۔ اجلاس میں متعلقہ وزراء اور اعلیٰ حکام نے شرکت کی اور مختلف امور پر تفصیلی بریفنگ دی گئی۔	[175, 751, 314, 1427]
continuation-story	[1173, 885, 1353, 1165]
continuation-story	[790, 29, 965, 185]
continuation-story	[323, 29, 448, 444]
story-header-box	[458, 2262, 620, 2280]
continuation-number: بقیہ 12	[567, 30, 620, 46]
story-header-box	[790, 29, 965, 47]
continuation-number: صفحہ 3 بقیہ 6	[873, 1483, 965, 1499]
continuation-story	[10, 1274, 165, 1892]
story-body-text: پاکستان نے کہا ہے کہ خطے میں امن و استحکام کے لیے تمام فریقین کو ذمہ دارانہ کردار ادا کرنا ہوگا۔ وزیراعظم نے اجلاس کے دوران ملکی معیشت، توانائی کے بحران اور عوامی مسائل کے حل کے لیے فوری اقدامات کی ہدایت کی اور کہا کہ حکومت عوام کی خدمت کے لیے پرعزم ہے۔ انہوں نے مزید کہا کہ ترقیاتی منصوبوں کو مقررہ وقت میں مکمل کیا جائے گا اور شفافیت کو یقینی بنایا جائے گا۔ اجلاس میں متعلقہ وزراء اور اعلیٰ حکام نے شرکت کی اور مختلف امور پر تفصیلی بریفنگ دی گئی۔ پاکستان نے کہا ہے کہ خطے میں امن و استحکام کے لیے تمام فریقین کو ذمہ دارانہ کردار ادا کرنا ہوگا۔ وزیراعظم نے اجلاس کے دوران ملکی معیشت، توانائی کے بحران اور عوامی مسائل کے حل کے لیے فوری اقدامات کی ہدایت کی اور کہا کہ حکومت عوام کی خدمت کے لیے پرعزم ہے۔ انہوں نے مزید کہا کہ ترقیاتی منصوبوں کو مقررہ وقت میں مکمل کیا جائے گا اور شفافیت کو یقینی بنایا جائے گا۔ اجلاس میں متعلقہ وزراء اور اعلیٰ حکام نے شرکت کی اور مختلف امور پر تفصیلی بریفنگ دی گئی۔	[630, 1416, 780, 1731]
continuation-number: صفحہ 3 بقیہ 11	[1063, 514, 1162, 530]
story-body-text: پاکستان نے کہا ہے کہ خطے میں امن و استحکام کے لیے تمام فریقین کو ذمہ دارانہ کردار ادا کرنا ہوگا۔ وزیراعظم نے اجلاس کے دوران ملکی معیشت، توانائی کے بحران اور عوامی مسائل کے حل کے لیے فوری اقدامات کی ہدایت کی اور کہا کہ حکومت عوام کی خدمت کے لیے پرعزم ہے۔ انہوں نے مزید کہا کہ ترقیاتی منصوبوں کو مقررہ وقت میں مکمل کیا جائے گا اور شفافیت کو یقینی بنایا جائے گا۔ اجلاس میں متعلقہ وزراء اور اعلیٰ حکام نے شرکت کی اور مختلف امور پر تفصیلی بریفنگ دی گئی۔ پاکستان نے کہا ہے کہ خطے میں امن و استحکام کے لیے تمام فریقین کو ذمہ دارانہ کردار ادا کرنا ہوگا۔ وزیراعظم نے اجلاس کے دوران ملکی معیشت، توانائی کے بحران اور عوامی مسائل کے حل کے لیے فوری اقدامات کی ہدایت کی اور کہا کہ حکومت عوام کی خدمت کے لیے پرعزم ہے۔ انہوں نے مزید کہا کہ ترقیاتی منصوبوں کو مقررہ وقت میں مکمل کیا جائے گا اور شفافیت کو یقینی بنایا جائے گا۔ اجلاس میں متعلقہ وزراء اور اعلیٰ حکام نے شرکت کی اور مختلف امور پر تفصیلی بریفنگ دی گئی۔	[458, 1964, 620, 2257]
story-header-box	[790, 190, 965, 209]
story-header-box	[458, 1943, 620, 1961]
continuation-title: عطا تارڑ	[342, 32, 385, 44]
continuation-story	[790, 998, 965, 1154]
continuation-title: سائبر کرائم ایجنسی	[463, 1945, 563, 1958]
